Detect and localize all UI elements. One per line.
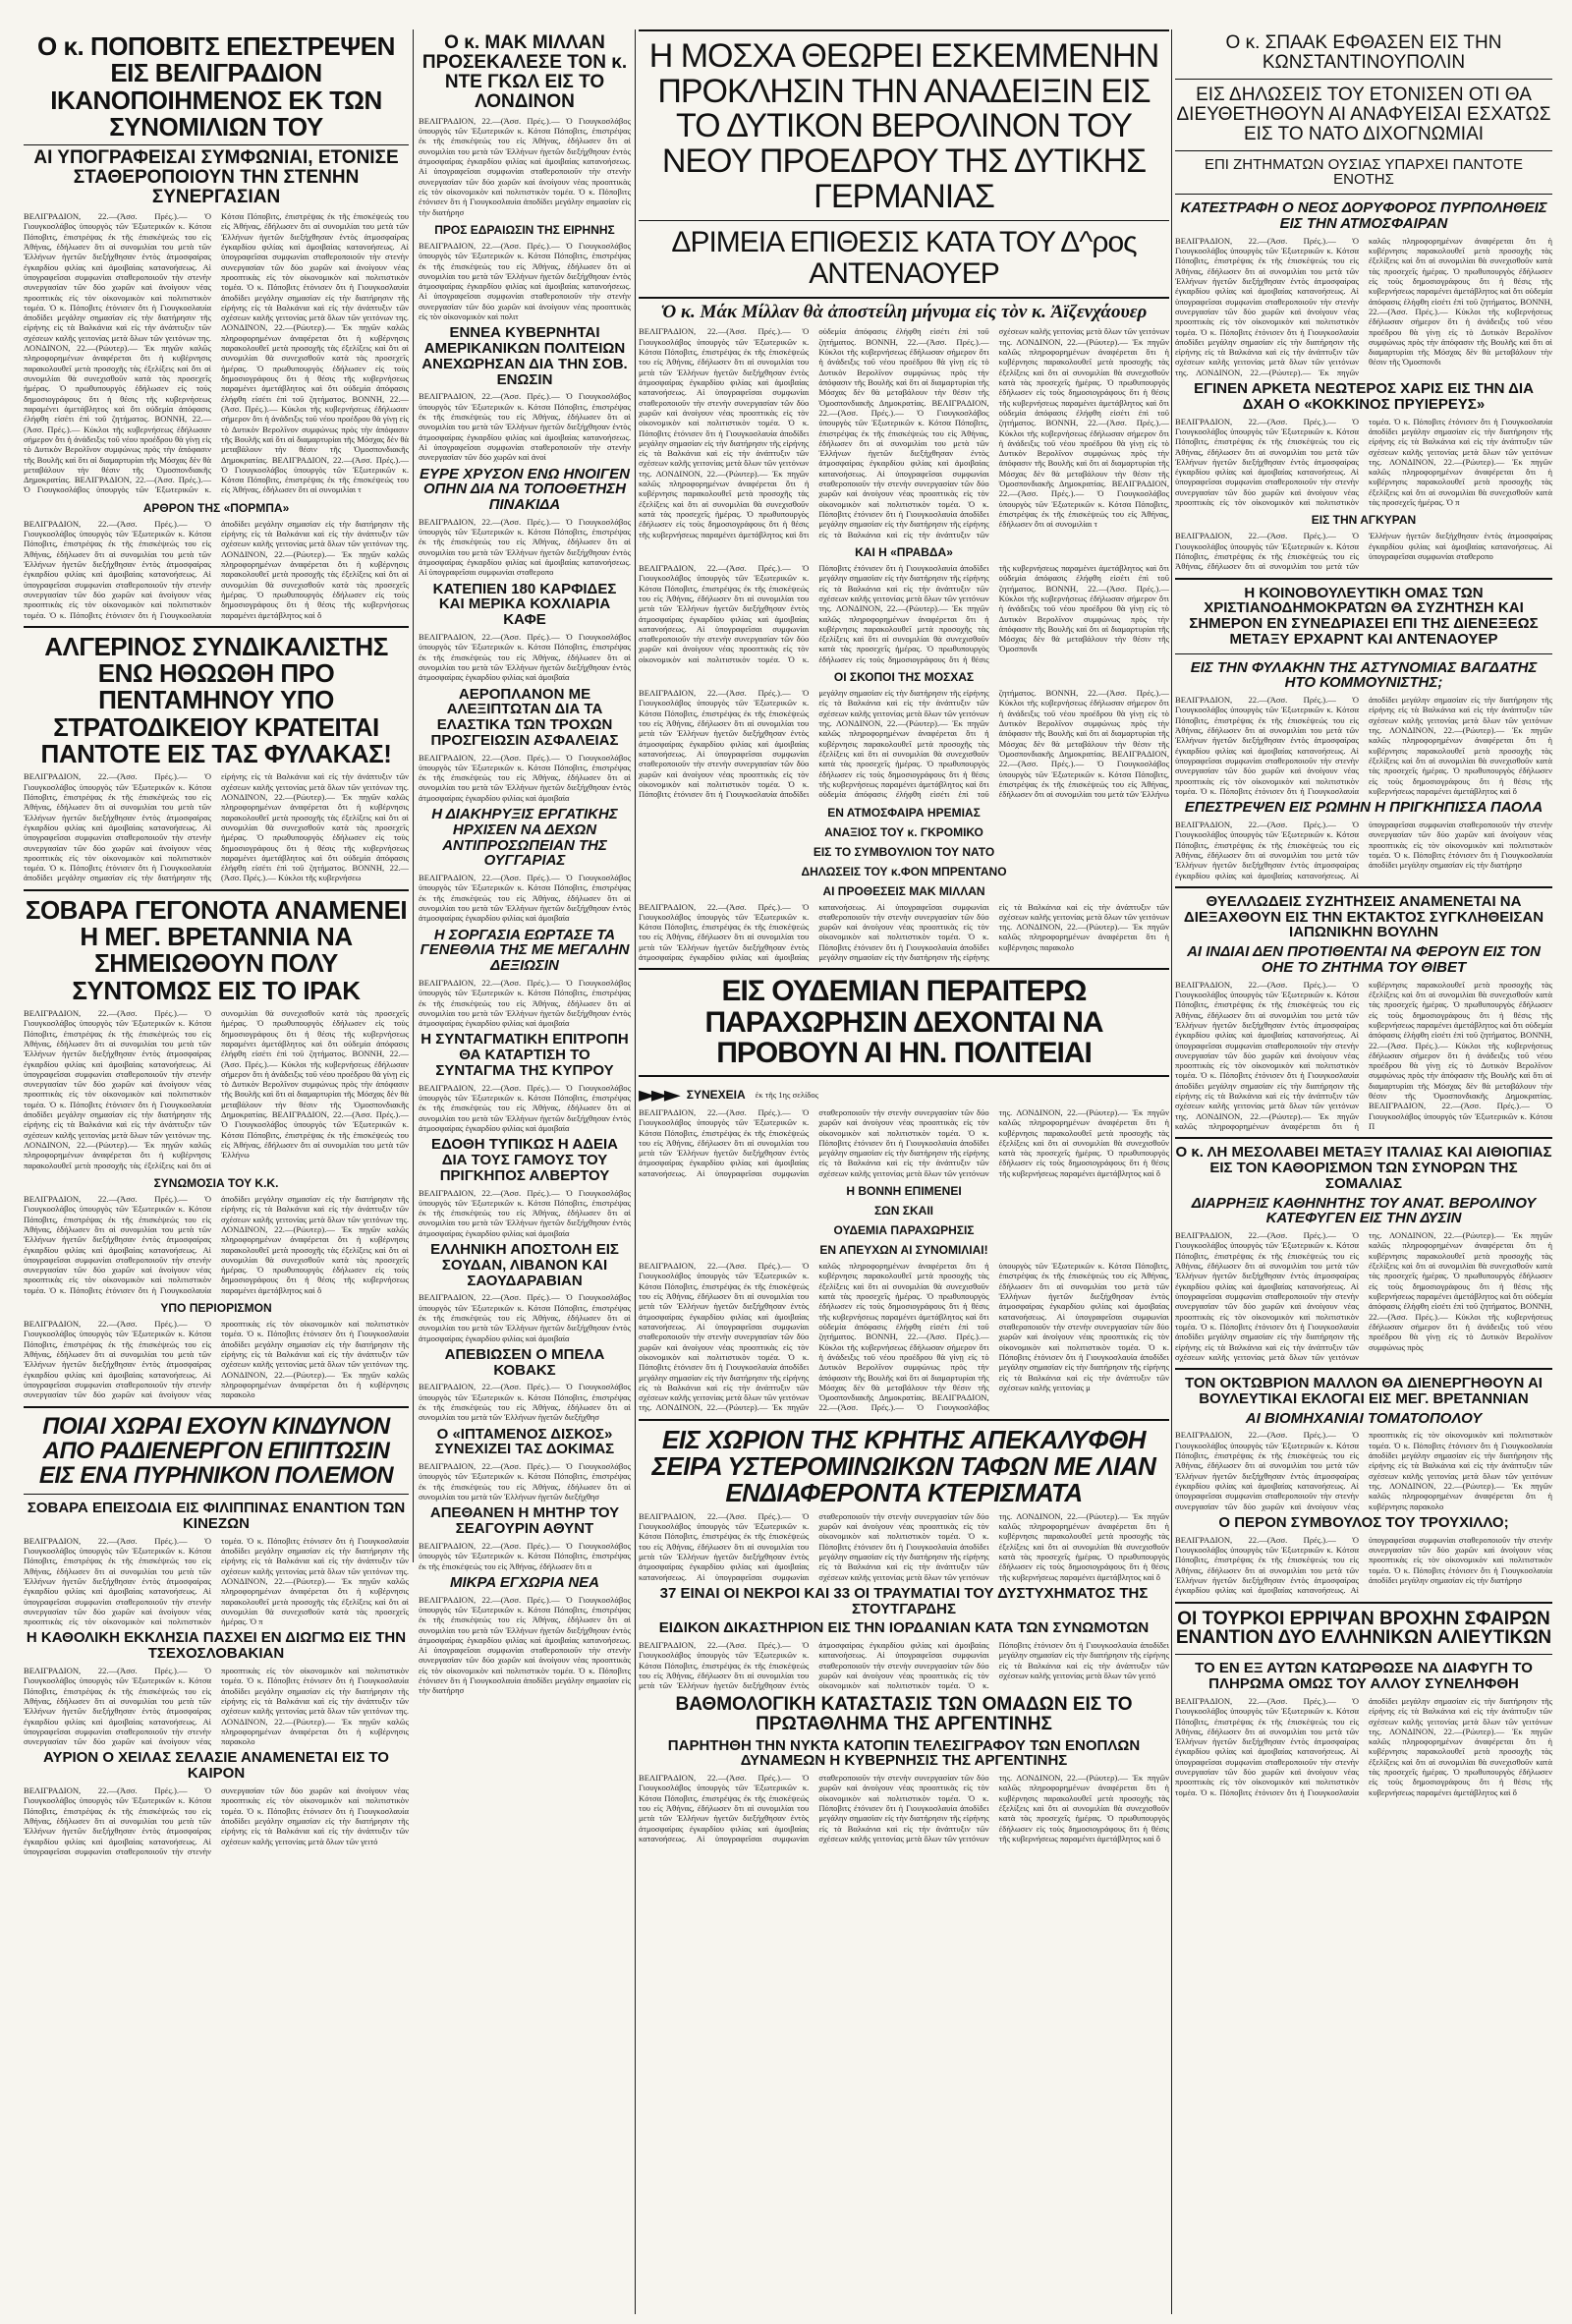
headline-us-concessions: ΕΙΣ ΟΥΔΕΜΙΑΝ ΠΕΡΑΙΤΕΡΩ ΠΑΡΑΧΩΡΗΣΙΝ ΔΕΧΟΝΤΑΙ ΝΑ ΠΡΟΒΟΥΝ ΑΙ ΗΝ. ΠΟΛΙΤΕΙΑΙ xyxy=(704,975,1103,1070)
subhead: ΕΝ ΑΠΕΥΧΩΝ ΑΙ ΣΥΝΟΜΙΛΙΑΙ! xyxy=(819,1243,988,1258)
subhead: ΠΡΟΣ ΕΔΡΑΙΩΣΙΝ ΤΗΣ ΕΙΡΗΝΗΣ xyxy=(434,222,615,237)
subhead: ΑΙ ΠΡΟΘΕΣΕΙΣ ΜΑΚ ΜΙΛΛΑΝ xyxy=(822,883,985,898)
article-text: ΒΕΛΙΓΡΑΔΙΟΝ, 22.—(Ἀσσ. Πρές.).— Ὁ Γιουγκοσλάβος ὑπουργὸς τῶν Ἐξωτερικῶν κ. Κότσα Πόποβιτς, ἐπιστρέψας ἐκ τῆς ἐπισκέψεώς του εἰς Ἀθήνας, ἐδήλωσεν ὅτι αἱ συνομιλίαι του μετὰ τῶν Ἑλλήνων ἡγετῶν διεξήχθησαν ἐντὸς ἀτμοσφαίρας ἐγκαρδίου φιλίας καὶ ἀμοιβαίας κατανοήσεως. Αἱ ὑπογραφεῖσαι συμφωνίαι σταθεροποιοῦν τὴν στενὴν συνεργασίαν τῶν δύο χωρῶν καὶ ἀνοίγουν νέας προοπτικὰς εἰς τὸν οἰκονομικὸν καὶ πολιτιστικὸν τομέα. Ὁ κ. Πόποβιτς ἐτόνισεν ὅτι ἡ Γιουγκοσλαυία ἀποδίδει μεγάλην σημασίαν εἰς τὴν διατήρησιν τῆς εἰρήνης εἰς τὰ Βαλκάνια καὶ εἰς τὴν ἀνάπτυξιν τῶν σχέσεων καλῆς γειτονίας μετὰ ὅλων τῶν γειτόνων της. ΛΟΝΔΙΝΟΝ, 22.—(Ρώυτερ).— Ἐκ πηγῶν καλῶς πληροφορημένων ἀναφέρεται ὅτι ἡ κυβέρνησις παρακολο xyxy=(24,1319,409,1400)
headline-mother: ΑΠΕΘΑΝΕΝ Η ΜΗΤΗΡ ΤΟΥ ΣΕΑΓΟΥΡΙΝ ΑΘΥΝΤ xyxy=(429,1504,620,1538)
article-text: ΒΕΛΙΓΡΑΔΙΟΝ, 22.—(Ἀσσ. Πρές.).— Ὁ Γιουγκοσλάβος ὑπουργὸς τῶν Ἐξωτερικῶν κ. Κότσα Πόποβιτς, ἐπιστρέψας ἐκ τῆς ἐπισκέψεώς του εἰς Ἀθήνας, ἐδήλωσεν ὅτι αἱ συνομιλίαι του μετὰ τῶν Ἑλλήνων ἡγετῶν διεξήχθησαν ἐντὸς ἀτμοσφαίρας ἐγκαρδίου φιλίας καὶ ἀμοιβαίας κατανοήσεως. Αἱ ὑπογραφεῖσαι συμφωνίαι σταθεροποιοῦν τὴν στενὴν συνεργασίαν τῶν δύο χωρῶν καὶ ἀνοίγουν νέας προοπτικὰς εἰς τὸν οἰκονομικὸν καὶ πολιτιστικὸν τομέα. Ὁ κ. Πόποβιτς ἐτόνισεν ὅτι ἡ Γιουγκοσλαυία ἀποδίδει μεγάλην σημασίαν εἰς τὴν διατήρησιν τῆς εἰρήνης εἰς τὰ Βαλκάνια καὶ εἰς τὴν ἀνάπτυξιν τῶν σχέσεων καλῆς γειτονίας μετὰ ὅλων τῶν γειτόνων της. ΛΟΝΔΙΝΟΝ, 22.—(Ρώυτερ).— Ἐκ πηγῶν καλῶς πληροφορημένων ἀναφέρεται ὅτι ἡ κυβέρνησις παρακολουθεῖ μετὰ προσοχῆς τὰς ἐξελίξεις καὶ ὅτι αἱ συνομιλίαι θὰ συνεχισθοῦν κατὰ τὰς προσεχεῖς ἡμέρας. Ὁ πρωθυπουργὸς ἐδήλωσεν εἰς τοὺς δημοσιογράφους ὅτι ἡ θέσις τῆς κυβερνήσεως παραμένει ἀμετάβλητος καὶ ὅτι οὐδεμία ἀπόφασις ἐλήφθη εἰσέτι ἐπὶ τοῦ ζητήματος. ΒΟΝΝΗ, 22.—(Ἀσσ. Πρές.).— Κύκλοι τῆς κυβερνήσεως ἐδήλωσαν σήμερον ὅτι ἡ ἀνάδειξις τοῦ νέου προέδρου θὰ γίνῃ εἰς τὸ Δυτικὸν Βερολῖνον συμφώνως πρὸς τὴν ἀπόφασιν τῆς Βουλῆς καὶ ὅτι αἱ διαμαρτυρίαι τῆς Μόσχας δὲν θὰ μεταβάλουν τὴν θέσιν τῆς Ὁμοσπονδιακῆς Δημοκρατίας. ΒΕΛΙΓΡΑΔΙΟΝ, 22.—(Ἀσσ. Πρές.).— Ὁ Γιουγκοσλάβος ὑπουργὸς τῶν Ἐξωτερικῶν κ. Κότσα Πόποβιτς, ἐπιστρέψας ἐκ τῆς ἐπισκέψεώς του εἰς Ἀθήνας, ἐδήλωσεν ὅτι αἱ συνομιλίαι του μετὰ τῶν Ἑλλήνων ἡγετῶν διεξήχθησαν ἐντὸς ἀτμοσφαίρας ἐγκαρδίου φιλίας καὶ ἀμοιβαίας κατανοήσεως. Αἱ ὑπογραφεῖσαι συμφωνίαι σταθεροποιοῦν τὴν στενὴν συνεργασίαν τῶν δύο χωρῶν καὶ ἀνοίγουν νέας προοπτικὰς εἰς τὸν οἰκονομικὸν καὶ πολιτιστικὸν τομέα. Ὁ κ. Πόποβιτς ἐτόνισεν ὅτι ἡ Γιουγκοσλαυία ἀποδίδει μεγάλην σημασίαν εἰς τὴν διατήρησιν τῆς εἰρήνης εἰς τὰ Βαλκάνια καὶ εἰς τὴν ἀνάπτυξιν τῶν σχέσεων καλῆς γειτονίας μετὰ ὅλων τῶν γειτόνων της. ΛΟΝΔΙΝΟΝ, 22.—(Ρώυτερ).— Ἐκ πηγῶν καλῶς πληροφορημένων ἀναφέρεται ὅτι ἡ κυβέρνησις παρακολουθεῖ μετὰ προσοχῆς τὰς ἐξελίξεις καὶ ὅτι αἱ συνομιλίαι θὰ συνεχισθοῦν κατὰ τὰς προσεχεῖς ἡμέρας. Ὁ πρωθυπουργὸς ἐδήλωσεν εἰς τοὺς δημοσιογράφους ὅτι ἡ θέσις τῆς κυβερνήσεως παραμένει ἀμετάβλητος καὶ ὅτι οὐδεμία ἀπόφασις ἐλήφθη εἰσέτι ἐπὶ τοῦ ζητήματος. ΒΟΝΝΗ, 22.—(Ἀσσ. Πρές.).— Κύκλοι τῆς κυβερνήσεως ἐδήλωσαν σήμερον ὅτι ἡ ἀνάδειξις τοῦ νέου προέδρου θὰ γίνῃ εἰς τὸ Δυτικὸν Βερολῖνον συμφώνως πρὸς τὴν ἀπόφασιν τῆς Βουλῆς καὶ ὅτι αἱ διαμαρτυρίαι τῆς Μόσχας δὲν θὰ μεταβάλουν τὴν θέσιν τῆς Ὁμοσπονδιακῆς Δημοκρατίας. ΒΕΛΙΓΡΑΔΙΟΝ, 22.—(Ἀσσ. Πρές.).— Ὁ Γιουγκοσλάβος ὑπουργὸς τῶν Ἐξωτερικῶν κ. Κότσα Πόποβιτς, ἐπιστρέψας ἐκ τῆς ἐπισκέψεώς του εἰς Ἀθήνας, ἐδήλωσεν ὅτι αἱ συνομιλίαι τ xyxy=(639,326,1169,539)
center-column xyxy=(639,29,1169,2314)
headline-red-priest: ΕΓΙΝΕΝ ΑΡΚΕΤΑ ΝΕΩΤΕΡΟΣ ΧΑΡΙΣ ΕΙΣ ΤΗΝ ΔΙΑ ΔΧΑΗ Ο «ΚΟΚΚΙΝΟΣ ΠΡΥΙΕΡΕΥΣ» xyxy=(1194,380,1534,413)
headline-crete: ΕΙΣ ΧΩΡΙΟΝ ΤΗΣ ΚΡΗΤΗΣ ΑΠΕΚΑΛΥΦΘΗ ΣΕΙΡΑ ΥΣΤΕΡΟΜΙΝΩΙΚΩΝ ΤΑΦΩΝ ΜΕ ΛΙΑΝ ΕΝΔΙΑΦΕΡΟΝΤΑ ΚΤΕΡΙΣΜΑΤΑ xyxy=(651,1424,1156,1508)
subheadline-nato: ΕΙΣ ΔΗΛΩΣΕΙΣ ΤΟΥ ΕΤΟΝΙΣΕΝ ΟΤΙ ΘΑ ΔΙΕΥΘΕΤΗΘΟΥΝ ΑΙ ΑΝΑΦΥΕΙΣΑΙ ΕΣΧΑΤΩΣ ΕΙΣ ΤΟ ΝΑΤΟ ΔΙΧΟΓΝΩΜΙΑΙ xyxy=(1176,84,1551,144)
article-text: ΒΕΛΙΓΡΑΔΙΟΝ, 22.—(Ἀσσ. Πρές.).— Ὁ Γιουγκοσλάβος ὑπουργὸς τῶν Ἐξωτερικῶν κ. Κότσα Πόποβιτς, ἐπιστρέψας ἐκ τῆς ἐπισκέψεώς του εἰς Ἀθήνας, ἐδήλωσεν ὅτι αἱ συνομιλίαι του μετὰ τῶν Ἑλλήνων ἡγετῶν διεξήχθησαν ἐντὸς ἀτμοσφαίρας ἐγκαρδίου φιλίας καὶ ἀμοιβαίας κατανοήσεως. Αἱ ὑπογραφεῖσαι συμφωνίαι σταθεροποιοῦν τὴν στενὴν συνεργασίαν τῶν δύο χωρῶν καὶ ἀνοίγουν νέας προοπτικὰς εἰς τὸν οἰκονομικὸν καὶ πολιτιστικὸν τομέα. Ὁ κ. Πόποβιτς ἐτόνισεν ὅτι ἡ Γιουγκοσλαυία ἀποδίδει μεγάλην σημασίαν εἰς τὴν διατήρησ xyxy=(419,115,631,217)
subheadline-fishermen: ΤΟ ΕΝ ΕΞ ΑΥΤΩΝ ΚΑΤΩΡΘΩΣΕ ΝΑ ΔΙΑΦΥΓΗ ΤΟ ΠΛΗΡΩΜΑ ΟΜΩΣ ΤΟΥ ΑΛΛΟΥ ΣΥΝΕΛΗΦΘΗ xyxy=(1195,1660,1533,1693)
headline-algerian: ΑΛΓΕΡΙΝΟΣ ΣΥΝΔΙΚΑΛΙΣΤΗΣ ΕΝΩ ΗΘΩΩΘΗ ΠΡΟ ΠΕΝΤΑΜΗΝΟΥ ΥΠΟ ΣΤΡΑΤΟΔΙΚΕΙΟΥ ΚΡΑΤΕΙΤΑΙ ΠΑΝΤΟΤΕ ΕΙΣ ΤΑΣ ΦΥΛΑΚΑΣ! xyxy=(40,631,392,769)
article-text: ΒΕΛΙΓΡΑΔΙΟΝ, 22.—(Ἀσσ. Πρές.).— Ὁ Γιουγκοσλάβος ὑπουργὸς τῶν Ἐξωτερικῶν κ. Κότσα Πόποβιτς, ἐπιστρέψας ἐκ τῆς ἐπισκέψεώς του εἰς Ἀθήνας, ἐδήλωσεν ὅτι αἱ συνομιλίαι του μετὰ τῶν Ἑλλήνων ἡγετῶν διεξήχθησαν ἐντὸς ἀτμοσφαίρας ἐγκαρδίου φιλίας καὶ ἀμοιβαίας κατανοήσεως. Αἱ ὑπογραφεῖσαι συμφωνίαι σταθεροποιοῦν τὴν στενὴν συνεργασίαν τῶν δύο χωρῶν καὶ ἀνοίγουν νέας προοπτικὰς εἰς τὸν οἰκονομικὸν καὶ πολιτιστικὸν τομέα. Ὁ κ. Πόποβιτς ἐτόνισεν ὅτι ἡ Γιουγκοσλαυία ἀποδίδει μεγάλην σημασίαν εἰς τὴν διατήρησιν τῆς εἰρήνης εἰς τὰ Βαλκάνια καὶ εἰς τὴν ἀνάπτυξιν τῶν σχέσεων καλῆς γειτονίας μετὰ ὅλων τῶν γειτόνων της. ΛΟΝΔΙΝΟΝ, 22.—(Ρώυτερ).— Ἐκ πηγῶν καλῶς πληροφορημένων ἀναφέρεται ὅτι ἡ κυβέρνησις παρακολουθεῖ μετὰ προσοχῆς τὰς ἐξελίξεις καὶ ὅτι αἱ συνομιλίαι θὰ συνεχισθοῦν κατὰ τὰς προσεχεῖς ἡμέρας. Ὁ πρωθυπουργὸς ἐδήλωσεν εἰς τοὺς δημοσιογράφους ὅτι ἡ θέσις τῆς κυβερνήσεως παραμένει ἀμετάβλητος καὶ ὅτι οὐδεμία ἀπόφασις ἐλήφθη εἰσέτι ἐπὶ τοῦ ζητήματος. ΒΟΝΝΗ, 22.—(Ἀσσ. Πρές.).— Κύκλοι τῆς κυβερνήσεως ἐδήλωσαν σήμερον ὅτι ἡ ἀνάδειξις τοῦ νέου προέδρου θὰ γίνῃ εἰς τὸ Δυτικὸν Βερολῖνον συμφώνως πρὸς τὴν ἀπόφασιν τῆς Βουλῆς καὶ ὅτι αἱ διαμαρτυρίαι τῆς Μόσχας δὲν θὰ μεταβάλουν τὴν θέσιν τῆς Ὁμοσπονδιακῆς Δημοκρατίας. ΒΕΛΙΓΡΑΔΙΟΝ, 22.—(Ἀσσ. Πρές.).— Ὁ Γιουγκοσλάβος ὑπουργὸς τῶν Ἐξωτερικῶν κ. Κότσα Πόποβιτς, ἐπιστρέψας ἐκ τῆς ἐπισκέψεώς του εἰς Ἀθήνας, ἐδήλωσεν ὅτι αἱ συνομιλίαι του μετὰ τῶν Ἑλλήνων ἡγετῶν διεξήχθησαν ἐντὸς ἀτμοσφαίρας ἐγκαρδίου φιλίας καὶ ἀμοιβαίας κατανοήσεως. Αἱ ὑπογραφεῖσαι συμφωνίαι σταθεροποιοῦν τὴν στενὴν συνεργασίαν τῶν δύο χωρῶν καὶ ἀνοίγουν νέας προοπτικὰς εἰς τὸν οἰκονομικὸν καὶ πολιτιστικὸν τομέα. Ὁ κ. Πόποβιτς ἐτόνισεν ὅτι ἡ Γιουγκοσλαυία ἀποδίδει μεγάλην σημασίαν εἰς τὴν διατήρησιν τῆς εἰρήνης εἰς τὰ Βαλκάνια καὶ εἰς τὴν ἀνάπτυξιν τῶν σχέσεων καλῆς γειτονίας μετὰ ὅλων τῶν γειτόνων της. ΛΟΝΔΙΝΟΝ, 22.—(Ρώυτερ).— Ἐκ πηγῶν καλῶς πληροφορημένων ἀναφέρεται ὅτι ἡ κυβέρνησις παρακολουθεῖ μετὰ προσοχῆς τὰς ἐξελίξεις καὶ ὅτι αἱ συνομιλίαι θὰ συνεχισθοῦν κατὰ τὰς προσεχεῖς ἡμέρας. Ὁ πρωθυπουργὸς ἐδήλωσεν εἰς τοὺς δημοσιογράφους ὅτι ἡ θέσις τῆς κυβερνήσεως παραμένει ἀμετάβλητος καὶ ὅτι οὐδεμία ἀπόφασις ἐλήφθη εἰσέτι ἐπὶ τοῦ ζητήματος. ΒΟΝΝΗ, 22.—(Ἀσσ. Πρές.).— Κύκλοι τῆς κυβερνήσεως ἐδήλωσαν σήμερον ὅτι ἡ ἀνάδειξις τοῦ νέου προέδρου θὰ γίνῃ εἰς τὸ Δυτικὸν Βερολῖνον συμφώνως πρὸς τὴν ἀπόφασιν τῆς Βουλῆς καὶ ὅτι αἱ διαμαρτυρίαι τῆς Μόσχας δὲν θὰ μεταβάλουν τὴν θέσιν τῆς Ὁμοσπονδιακῆς Δημοκρατίας. ΒΕΛΙΓΡΑΔΙΟΝ, 22.—(Ἀσσ. Πρές.).— Ὁ Γιουγκοσλάβος ὑπουργὸς τῶν Ἐξωτερικῶν κ. Κότσα Πόποβιτς, ἐπιστρέψας ἐκ τῆς ἐπισκέψεώς του εἰς Ἀθήνας, ἐδήλωσεν ὅτι αἱ συνομιλίαι τ xyxy=(24,211,409,495)
article-text: ΒΕΛΙΓΡΑΔΙΟΝ, 22.—(Ἀσσ. Πρές.).— Ὁ Γιουγκοσλάβος ὑπουργὸς τῶν Ἐξωτερικῶν κ. Κότσα Πόποβιτς, ἐπιστρέψας ἐκ τῆς ἐπισκέψεώς του εἰς Ἀθήνας, ἐδήλωσεν ὅτι αἱ συνομιλίαι του μετὰ τῶν Ἑλλήνων ἡγετῶν διεξήχθησαν ἐντὸς ἀτμοσφαίρας ἐγκαρδίου φιλίας καὶ ἀμοιβαίας κατανοήσεως. Αἱ ὑπογραφεῖσαι συμφωνίαι σταθεροποιοῦν τὴν στενὴν συνεργασίαν τῶν δύο χωρῶν καὶ ἀνοίγουν νέας προοπτικὰς εἰς τὸν οἰκονομικὸν καὶ πολιτιστικὸν τομέα. Ὁ κ. Πόποβιτς ἐτόνισεν ὅτι ἡ Γιουγκοσλαυία ἀποδίδει μεγάλην σημασίαν εἰς τὴν διατήρησιν τῆς εἰρήνης εἰς τὰ Βαλκάνια καὶ εἰς τὴν ἀνάπτυξιν τῶν σχέσεων καλῆς γειτονίας μετὰ ὅλων τῶν γειτόνων της. ΛΟΝΔΙΝΟΝ, 22.—(Ρώυτερ).— Ἐκ πηγῶν καλῶς πληροφορημένων ἀναφέρεται ὅτι ἡ κυβέρνησις παρακολουθεῖ μετὰ προσοχῆς τὰς ἐξελίξεις καὶ ὅτι αἱ συνομιλίαι θὰ συνεχισθοῦν κατὰ τὰς προσεχεῖς ἡμέρας. Ὁ πρωθυπουργὸς ἐδήλωσεν εἰς τοὺς δημοσιογράφους ὅτι ἡ θέσις τῆς κυβερνήσεως παραμένει ἀμετάβλητος καὶ ὅτι οὐδεμία ἀπόφασις ἐλήφθη εἰσέτι ἐπὶ τοῦ ζητήματος. ΒΟΝΝΗ, 22.—(Ἀσσ. Πρές.).— Κύκλοι τῆς κυβερνήσεως ἐδήλωσαν σήμερον ὅτι ἡ ἀνάδειξις τοῦ νέου προέδρου θὰ γίνῃ εἰς τὸ Δυτικὸν Βερολῖνον συμφώνως πρὸς τὴν ἀπόφασιν τῆς Βουλῆς καὶ ὅτι αἱ διαμαρτυρίαι τῆς Μόσχας δὲν θὰ μεταβάλουν τὴν θέσιν τῆς Ὁμοσπονδιακῆς Δημοκρατίας. ΒΕΛΙΓΡΑΔΙΟΝ, 22.—(Ἀσσ. Πρές.).— Ὁ Γιουγκοσλάβος ὑπουργὸς τῶν Ἐξωτερικῶν κ. Κότσα Π xyxy=(1175,979,1552,1131)
article-text: ΒΕΛΙΓΡΑΔΙΟΝ, 22.—(Ἀσσ. Πρές.).— Ὁ Γιουγκοσλάβος ὑπουργὸς τῶν Ἐξωτερικῶν κ. Κότσα Πόποβιτς, ἐπιστρέψας ἐκ τῆς ἐπισκέψεώς του εἰς Ἀθήνας, ἐδήλωσεν ὅτι αἱ συνομιλίαι του μετὰ τῶν Ἑλλήνων ἡγετῶν διεξήχθησαν ἐντὸς ἀτμοσφαίρας ἐγκαρδίου φιλίας καὶ ἀμοιβαίας κατανοήσεως. Αἱ ὑπογραφεῖσαι συμφωνίαι σταθεροποιοῦν τὴν στενὴν συνεργασίαν τῶν δύο χωρῶν καὶ ἀνοίγουν νέας προοπτικὰς εἰς τὸν οἰκονομικὸν καὶ πολιτιστικὸν τομέα. Ὁ κ. Πόποβιτς ἐτόνισεν ὅτι ἡ Γιουγκοσλαυία ἀποδίδει μεγάλην σημασίαν εἰς τὴν διατήρησ xyxy=(1175,820,1552,880)
subhead: ΟΙ ΣΚΟΠΟΙ ΤΗΣ ΜΟΣΧΑΣ xyxy=(833,670,975,685)
headline-tibet: ΑΙ ΙΝΔΙΑΙ ΔΕΝ ΠΡΟΤΙΘΕΝΤΑΙ ΝΑ ΦΕΡΟΥΝ ΕΙΣ ΤΟΝ ΟΗΕ ΤΟ ΖΗΤΗΜΑ ΤΟΥ ΘΙΒΕΤ xyxy=(1187,943,1541,976)
headline-czech: Η ΚΑΘΟΛΙΚΗ ΕΚΚΛΗΣΙΑ ΠΑΣΧΕΙ ΕΝ ΔΙΩΓΜΩ ΕΙΣ ΤΗΝ ΤΣΕΧΟΣΛΟΒΑΚΙΑΝ xyxy=(26,1629,407,1663)
article-text: ΒΕΛΙΓΡΑΔΙΟΝ, 22.—(Ἀσσ. Πρές.).— Ὁ Γιουγκοσλάβος ὑπουργὸς τῶν Ἐξωτερικῶν κ. Κότσα Πόποβιτς, ἐπιστρέψας ἐκ τῆς ἐπισκέψεώς του εἰς Ἀθήνας, ἐδήλωσεν ὅτι αἱ συνομιλίαι του μετὰ τῶν Ἑλλήνων ἡγετῶν διεξήχθησαν ἐντὸς ἀτμοσφαίρας ἐγκαρδίου φιλίας καὶ ἀμοιβαίας κατανοήσεως. Αἱ ὑπογραφεῖσαι συμφωνίαι σταθεροποιοῦν τὴν στενὴν συνεργασίαν τῶν δύο χωρῶν καὶ ἀνοίγουν νέας προοπτικὰς εἰς τὸν οἰκονομικὸν καὶ πολιτιστικὸν τομέα. Ὁ κ. Πόποβιτς ἐτόνισεν ὅτι ἡ Γιουγκοσλαυία ἀποδίδει μεγάλην σημασίαν εἰς τὴν διατήρησιν τῆς εἰρήνης εἰς τὰ Βαλκάνια καὶ εἰς τὴν ἀνάπτυξιν τῶν σχέσεων καλῆς γειτονίας μετὰ ὅλων τῶν γειτόνων της. ΛΟΝΔΙΝΟΝ, 22.—(Ρώυτερ).— Ἐκ πηγῶν καλῶς πληροφορημένων ἀναφέρεται ὅτι ἡ κυβέρνησις παρακολουθεῖ μετὰ προσοχῆς τὰς ἐξελίξεις καὶ ὅτι αἱ συνομιλίαι θὰ συνεχισθοῦν κατὰ τὰς προσεχεῖς ἡμέρας. Ὁ πρωθυπουργὸς ἐδήλωσεν εἰς τοὺς δημοσιογράφους ὅτι ἡ θέσις τῆς κυβερνήσεως παραμένει ἀμετάβλητος καὶ ὅ xyxy=(639,1510,1169,1582)
article-text: ΒΕΛΙΓΡΑΔΙΟΝ, 22.—(Ἀσσ. Πρές.).— Ὁ Γιουγκοσλάβος ὑπουργὸς τῶν Ἐξωτερικῶν κ. Κότσα Πόποβιτς, ἐπιστρέψας ἐκ τῆς ἐπισκέψεώς του εἰς Ἀθήνας, ἐδήλωσεν ὅτι αἱ συνομιλίαι του μετὰ τῶν Ἑλλήνων ἡγετῶν διεξήχθησαν ἐντὸς ἀτμοσφαίρας ἐγκαρδίου φιλίας καὶ ἀμοιβαίας κατανοήσεως. Αἱ ὑπογραφεῖσαι συμφωνίαι σταθεροποιοῦν τὴν στενὴν συνεργασίαν τῶν δύο χωρῶν καὶ ἀνοίγουν νέας προοπτικὰς εἰς τὸν οἰκονομικὸν καὶ πολιτιστικὸν τομέα. Ὁ κ. Πόποβιτς ἐτόνισεν ὅτι ἡ Γιουγκοσλαυία ἀποδίδει μεγάλην σημασίαν εἰς τὴν διατήρησιν τῆς εἰρήνης εἰς τὰ Βαλκάνια καὶ εἰς τὴν ἀνάπτυξιν τῶν σχέσεων καλῆς γειτονίας μετὰ ὅλων τῶν γειτόνων της. ΛΟΝΔΙΝΟΝ, 22.—(Ρώυτερ).— Ἐκ πηγῶν καλῶς πληροφορημένων ἀναφέρεται ὅτι ἡ κυβέρνησις παρακολουθεῖ μετὰ προσοχῆς τὰς ἐξελίξεις καὶ ὅτι αἱ συνομιλίαι θὰ συνεχισθοῦν κατὰ τὰς προσεχεῖς ἡμέρας. Ὁ π xyxy=(24,1535,409,1627)
headline-spaak: Ο κ. ΣΠΑΑΚ ΕΦΘΑΣΕΝ ΕΙΣ ΤΗΝ ΚΩΝΣΤΑΝΤΙΝΟΥΠΟΛΙΝ xyxy=(1225,32,1502,73)
headline-turks: ΟΙ ΤΟΥΡΚΟΙ ΕΡΡΙΨΑΝ ΒΡΟΧΗΝ ΣΦΑΙΡΩΝ ΕΝΑΝΤΙΟΝ ΔΥΟ ΕΛΛΗΝΙΚΩΝ ΑΛΙΕΥΤΙΚΩΝ xyxy=(1175,1608,1552,1649)
article-text: ΒΕΛΙΓΡΑΔΙΟΝ, 22.—(Ἀσσ. Πρές.).— Ὁ Γιουγκοσλάβος ὑπουργὸς τῶν Ἐξωτερικῶν κ. Κότσα Πόποβιτς, ἐπιστρέψας ἐκ τῆς ἐπισκέψεώς του εἰς Ἀθήνας, ἐδήλωσεν ὅτι αἱ συνομιλίαι του μετὰ τῶν Ἑλλήνων ἡγετῶν διεξήχθησαν ἐντὸς ἀτμοσφαίρας ἐγκαρδίου φιλίας καὶ ἀμοιβαία xyxy=(419,977,631,1029)
subhead: Η ΒΟΝΝΗ ΕΠΙΜΕΝΕΙ xyxy=(846,1184,962,1199)
article-text: ΒΕΛΙΓΡΑΔΙΟΝ, 22.—(Ἀσσ. Πρές.).— Ὁ Γιουγκοσλάβος ὑπουργὸς τῶν Ἐξωτερικῶν κ. Κότσα Πόποβιτς, ἐπιστρέψας ἐκ τῆς ἐπισκέψεώς του εἰς Ἀθήνας, ἐδήλωσεν ὅτι αἱ συνομιλίαι του μετὰ τῶν Ἑλλήνων ἡγετῶν διεξήχθησαν ἐντὸς ἀτμοσφαίρας ἐγκαρδίου φιλίας καὶ ἀμοιβαίας κατανοήσεως. Αἱ ὑπογραφεῖσαι συμφωνίαι σταθεροποιοῦν τὴν στενὴν συνεργασίαν τῶν δύο χωρῶν καὶ ἀνοίγουν νέας προοπτικὰς εἰς τὸν οἰκονομικὸν καὶ πολιτιστικὸν τομέα. Ὁ κ. Πόποβιτς ἐτόνισεν ὅτι ἡ Γιουγκοσλαυία ἀποδίδει μεγάλην σημασίαν εἰς τὴν διατήρησιν τῆς εἰρήνης εἰς τὰ Βαλκάνια καὶ εἰς τὴν ἀνάπτυξιν τῶν σχέσεων καλῆς γειτονίας μετὰ ὅλων τῶν γειτόνων της. ΛΟΝΔΙΝΟΝ, 22.—(Ρώυτερ).— Ἐκ πηγῶν καλῶς πληροφορημένων ἀναφέρεται ὅτι ἡ κυβέρνησις παρακολουθεῖ μετὰ προσοχῆς τὰς ἐξελίξεις καὶ ὅτι αἱ συνομιλίαι θὰ συνεχισθοῦν κατὰ τὰς προσεχεῖς ἡμέρας. Ὁ πρωθυπουργὸς ἐδήλωσεν εἰς τοὺς δημοσιογράφους ὅτι ἡ θέσις τῆς κυβερνήσεως παραμένει ἀμετάβλητος καὶ ὅτι οὐδεμία ἀπόφασις ἐλήφθη εἰσέτι ἐπὶ τοῦ ζητήματος. ΒΟΝΝΗ, 22.—(Ἀσσ. Πρές.).— Κύκλοι τῆς κυβερνήσεως ἐδήλωσαν σήμερον ὅτι ἡ ἀνάδειξις τοῦ νέου προέδρου θὰ γίνῃ εἰς τὸ Δυτικὸν Βερολῖνον συμφώνως πρὸς τὴν ἀπόφασιν τῆς Βουλῆς καὶ ὅτι αἱ διαμαρτυρίαι τῆς Μόσχας δὲν θὰ μεταβάλουν τὴν θέσιν τῆς Ὁμοσπονδιακῆς Δημοκρατίας. ΒΕΛΙΓΡΑΔΙΟΝ, 22.—(Ἀσσ. Πρές.).— Ὁ Γιουγκοσλάβος ὑπουργὸς τῶν Ἐξωτερικῶν κ. Κότσα Πόποβιτς, ἐπιστρέψας ἐκ τῆς ἐπισκέψεώς του εἰς Ἀθήνας, ἐδήλωσεν ὅτι αἱ συνομιλίαι του μετὰ τῶν Ἑλλήνω xyxy=(639,688,1169,800)
headline-popovic: Ο κ. ΠΟΠΟΒΙΤΣ ΕΠΕΣΤΡΕΨΕΝ ΕΙΣ ΒΕΛΙΓΡΑΔΙΟΝ ΙΚΑΝΟΠΟΙΗΜΕΝΟΣ ΕΚ ΤΩΝ ΣΥΝΟΜΙΛΙΩΝ ΤΟΥ xyxy=(37,31,395,142)
article-text: ΒΕΛΙΓΡΑΔΙΟΝ, 22.—(Ἀσσ. Πρές.).— Ὁ Γιουγκοσλάβος ὑπουργὸς τῶν Ἐξωτερικῶν κ. Κότσα Πόποβιτς, ἐπιστρέψας ἐκ τῆς ἐπισκέψεώς του εἰς Ἀθήνας, ἐδήλωσεν ὅτι αἱ συνομιλίαι του μετὰ τῶν Ἑλλήνων ἡγετῶν διεξήχθησαν ἐντὸς ἀτμοσφαίρας ἐγκαρδίου φιλίας καὶ ἀμοιβαίας κατανοήσεως. Αἱ ὑπογραφεῖσαι συμφωνίαι σταθεροποιοῦν τὴν στενὴν συνεργασίαν τῶν δύο χωρῶν καὶ ἀνοίγουν νέας προοπτικὰς εἰς τὸν οἰκονομικὸν καὶ πολιτιστικὸν τομέα. Ὁ κ. Πόποβιτς ἐτόνισεν ὅτι ἡ Γιουγκοσλαυία ἀποδίδει μεγάλην σημασίαν εἰς τὴν διατήρησιν τῆς εἰρήνης εἰς τὰ Βαλκάνια καὶ εἰς τὴν ἀνάπτυξιν τῶν σχέσεων καλῆς γειτονίας μετὰ ὅλων τῶν γειτόνων της. ΛΟΝΔΙΝΟΝ, 22.—(Ρώυτερ).— Ἐκ πηγῶν καλῶς πληροφορημένων ἀναφέρεται ὅτι ἡ κυβέρνησις παρακολο xyxy=(1175,1430,1552,1511)
headline-governors: ΕΝΝΕΑ ΚΥΒΕΡΝΗΤΑΙ ΑΜΕΡΙΚΑΝΙΚΩΝ ΠΟΛΙΤΕΙΩΝ ΑΝΕΧΩΡΗΣΑΝ ΔΙΑ ΤΗΝ ΣΟΒ. ΕΝΩΣΙΝ xyxy=(421,324,628,388)
headline-nuclear: ΠΟΙΑΙ ΧΩΡΑΙ ΕΧΟΥΝ ΚΙΝΔΥΝΟΝ ΑΠΟ ΡΑΔΙΕΝΕΡΓΟΝ ΕΠΙΠΤΩΣΙΝ ΕΙΣ ΕΝΑ ΠΥΡΗΝΙΚΟΝ ΠΟΛΕΜΟΝ xyxy=(38,1412,394,1489)
headline-moscow: Η ΜΟΣΧΑ ΘΕΩΡΕΙ ΕΣΚΕΜΜΕΝΗΝ ΠΡΟΚΛΗΣΙΝ ΤΗΝ ΑΝΑΔΕΙΞΙΝ ΕΙΣ ΤΟ ΔΥΤΙΚΟΝ ΒΕΡΟΛΙΝΟΝ ΤΟΥ ΝΕΟΥ ΠΡΟΕΔΡΟΥ ΤΗΣ ΔΥΤΙΚΗΣ ΓΕΡΜΑΝΙΑΣ xyxy=(648,37,1159,215)
headline-paola: ΕΠΕΣΤΡΕΨΕΝ ΕΙΣ ΡΩΜΗΝ Η ΠΡΙΓΚΗΠΙΣΣΑ ΠΑΟΛΑ xyxy=(1184,799,1544,817)
headline-peron: Ο ΠΕΡΟΝ ΣΥΜΒΟΥΛΟΣ ΤΟΥ ΤΡΟΥΧΙΛΛΟ; xyxy=(1218,1513,1509,1531)
article-text: ΒΕΛΙΓΡΑΔΙΟΝ, 22.—(Ἀσσ. Πρές.).— Ὁ Γιουγκοσλάβος ὑπουργὸς τῶν Ἐξωτερικῶν κ. Κότσα Πόποβιτς, ἐπιστρέψας ἐκ τῆς ἐπισκέψεώς του εἰς Ἀθήνας, ἐδήλωσεν ὅτι αἱ συνομιλίαι του μετὰ τῶν Ἑλλήνων ἡγετῶν διεξήχθησαν ἐντὸς ἀτμοσφαίρας ἐγκαρδίου φιλίας καὶ ἀμοιβαίας κατανοήσεως. Αἱ ὑπογραφεῖσαι συμφωνίαι σταθεροποιοῦν τὴν στενὴν συνεργασίαν τῶν δύο χωρῶν καὶ ἀνοίγουν νέας προοπτικὰς εἰς τὸν οἰκονομικὸν καὶ πολιτιστικὸν τομέα. Ὁ κ. Πόποβιτς ἐτόνισεν ὅτι ἡ Γιουγκοσλαυία ἀποδίδει μεγάλην σημασίαν εἰς τὴν διατήρησιν τῆς εἰρήνης εἰς τὰ Βαλκάνια καὶ εἰς τὴν ἀνάπτυξιν τῶν σχέσεων καλῆς γειτονίας μετὰ ὅλων τῶν γειτό xyxy=(24,1785,409,1856)
headline-selassie: ΑΥΡΙΟΝ Ο ΧΕΙΛΑΣ ΣΕΛΑΣΙΕ ΑΝΑΜΕΝΕΤΑΙ ΕΙΣ ΤΟ ΚΑΙΡΟΝ xyxy=(43,1749,389,1783)
subheadline-unity: ΕΠΙ ΖΗΤΗΜΑΤΩΝ ΟΥΣΙΑΣ ΥΠΑΡΧΕΙ ΠΑΝΤΟΤΕ ΕΝΟΤΗΣ xyxy=(1204,155,1524,189)
headline-satellite: ΚΑΤΕΣΤΡΑΦΗ Ο ΝΕΟΣ ΔΟΡΥΦΟΡΟΣ ΠΥΡΠΟΛΗΘΕΙΣ ΕΙΣ ΤΗΝ ΑΤΜΟΣΦΑΙΡΑΝ xyxy=(1180,199,1547,232)
headline-birthday: Η ΣΟΡΓΑΣΙΑ ΕΩΡΤΑΣΕ ΤΑ ΓΕΝΕΘΛΙΑ ΤΗΣ ΜΕ ΜΕΓΑΛΗΝ ΔΕΞΙΩΣΙΝ xyxy=(420,926,630,975)
headline-macmillan-message: Ὁ κ. Μάκ Μίλλαν θὰ ἀποστείλη μήνυμα εἰς τὸν κ. Ἀϊζενχάουερ xyxy=(660,302,1148,323)
headline-baghdad: ΕΙΣ ΤΗΝ ΦΥΛΑΚΗΝ ΤΗΣ ΑΣΤΥΝΟΜΙΑΣ ΒΑΓΔΑΤΗΣ ΗΤΟ ΚΟΜΜΟΥΝΙΣΤΗΣ; xyxy=(1190,658,1538,692)
article-text: ΒΕΛΙΓΡΑΔΙΟΝ, 22.—(Ἀσσ. Πρές.).— Ὁ Γιουγκοσλάβος ὑπουργὸς τῶν Ἐξωτερικῶν κ. Κότσα Πόποβιτς, ἐπιστρέψας ἐκ τῆς ἐπισκέψεώς του εἰς Ἀθήνας, ἐδήλωσεν ὅτι αἱ συνομιλίαι του μετὰ τῶν Ἑλλήνων ἡγετῶν διεξήχθησαν ἐντὸς ἀτμοσφαίρας ἐγκαρδίου φιλίας καὶ ἀμοιβαίας κατανοήσεως. Αἱ ὑπογραφεῖσαι συμφωνίαι σταθεροποιοῦν τὴν στενὴν συνεργασίαν τῶν δύο χωρῶν καὶ ἀνοίγουν νέας προοπτικὰς εἰς τὸν οἰκονομικὸν καὶ πολιτιστικὸν τομέα. Ὁ κ. Πόποβιτς ἐτόνισεν ὅτι ἡ Γιουγκοσλαυία ἀποδίδει μεγάλην σημασίαν εἰς τὴν διατήρησιν τῆς εἰρήνης εἰς τὰ Βαλκάνια καὶ εἰς τὴν ἀνάπτυξιν τῶν σχέσεων καλῆς γειτονίας μετὰ ὅλων τῶν γειτόνων της. ΛΟΝΔΙΝΟΝ, 22.—(Ρώυτερ).— Ἐκ πηγῶν καλῶς πληροφορημένων ἀναφέρεται ὅτι ἡ κυβέρνησις παρακολουθεῖ μετὰ προσοχῆς τὰς ἐξελίξεις καὶ ὅτι αἱ συνομιλίαι θὰ συνεχισθοῦν κατὰ τὰς προσεχεῖς ἡμέρας. Ὁ πρωθυπουργὸς ἐδήλωσεν εἰς τοὺς δημοσιογράφους ὅτι ἡ θέσις τῆς κυβερνήσεως παραμένει ἀμετάβλητος καὶ ὅ xyxy=(1175,1695,1552,1797)
headline-christian-democrats: Η ΚΟΙΝΟΒΟΥΛΕΥΤΙΚΗ ΟΜΑΣ ΤΩΝ ΧΡΙΣΤΙΑΝΟΔΗΜΟΚΡΑΤΩΝ ΘΑ ΣΥΖΗΤΗΣΗ ΚΑΙ ΣΗΜΕΡΟΝ ΕΝ ΣΥΝΕΔΡΙΑΣΕΙ ΕΠΙ ΤΗΣ ΔΙΕΝΕΞΕΩΣ ΜΕΤΑΞΥ ΕΡΧΑΡΝΤ ΚΑΙ ΑΝΤΕΝΑΟΥΕΡ xyxy=(1189,584,1539,648)
continuation-note: ἐκ τῆς 1ης σελίδος xyxy=(755,1090,819,1101)
article-text: ΒΕΛΙΓΡΑΔΙΟΝ, 22.—(Ἀσσ. Πρές.).— Ὁ Γιουγκοσλάβος ὑπουργὸς τῶν Ἐξωτερικῶν κ. Κότσα Πόποβιτς, ἐπιστρέψας ἐκ τῆς ἐπισκέψεώς του εἰς Ἀθήνας, ἐδήλωσεν ὅτι αἱ συνομιλίαι του μετὰ τῶν Ἑλλήνων ἡγετῶν διεξήχθησαν ἐντὸς ἀτμοσφαίρας ἐγκαρδίου φιλίας καὶ ἀμοιβαίας κατανοήσεως. Αἱ ὑπογραφεῖσαι συμφωνίαι σταθεροποιοῦν τὴν στενὴν συνεργασίαν τῶν δύο χωρῶν καὶ ἀνοίγουν νέας προοπτικὰς εἰς τὸν οἰκονομικὸν καὶ πολιτιστικὸν τομέα. Ὁ κ. Πόποβιτς ἐτόνισεν ὅτι ἡ Γιουγκοσλαυία ἀποδίδει μεγάλην σημασίαν εἰς τὴν διατήρησιν τῆς εἰρήνης εἰς τὰ Βαλκάνια καὶ εἰς τὴν ἀνάπτυξιν τῶν σχέσεων καλῆς γειτονίας μετὰ ὅλων τῶν γειτόνων της. ΛΟΝΔΙΝΟΝ, 22.—(Ρώυτερ).— Ἐκ πηγῶν καλῶς πληροφορημένων ἀναφέρεται ὅτι ἡ κυβέρνησις παρακολουθεῖ μετὰ προσοχῆς τὰς ἐξελίξεις καὶ ὅτι αἱ συνομιλίαι θὰ συνεχισθοῦν κατὰ τὰς προσεχεῖς ἡμέρας. Ὁ πρωθυπουργὸς ἐδήλωσεν εἰς τοὺς δημοσιογράφους ὅτι ἡ θέσις τῆς κυβερνήσεως παραμένει ἀμετάβλητος καὶ ὅ xyxy=(639,1106,1169,1178)
article-text: ΒΕΛΙΓΡΑΔΙΟΝ, 22.—(Ἀσσ. Πρές.).— Ὁ Γιουγκοσλάβος ὑπουργὸς τῶν Ἐξωτερικῶν κ. Κότσα Πόποβιτς, ἐπιστρέψας ἐκ τῆς ἐπισκέψεώς του εἰς Ἀθήνας, ἐδήλωσεν ὅτι αἱ συνομιλίαι του μετὰ τῶν Ἑλλήνων ἡγετῶν διεξήχθησαν ἐντὸς ἀτμοσφαίρας ἐγκαρδίου φιλίας καὶ ἀμοιβαία xyxy=(419,631,631,683)
headline-iraq: ΣΟΒΑΡΑ ΓΕΓΟΝΟΤΑ ΑΝΑΜΕΝΕΙ Η ΜΕΓ. ΒΡΕΤΑΝΝΙΑ ΝΑ ΣΗΜΕΙΩΘΟΥΝ ΠΟΛΥ ΣΥΝΤΟΜΩΣ ΕΙΣ ΤΟ ΙΡΑΚ xyxy=(25,894,408,1005)
subhead: ΑΡΘΡΟΝ ΤΗΣ «ΠΟΡΜΠΑ» xyxy=(142,500,290,515)
left-column-b xyxy=(419,29,631,2314)
article-text: ΒΕΛΙΓΡΑΔΙΟΝ, 22.—(Ἀσσ. Πρές.).— Ὁ Γιουγκοσλάβος ὑπουργὸς τῶν Ἐξωτερικῶν κ. Κότσα Πόποβιτς, ἐπιστρέψας ἐκ τῆς ἐπισκέψεώς του εἰς Ἀθήνας, ἐδήλωσεν ὅτι αἱ συνομιλίαι του μετὰ τῶν Ἑλλήνων ἡγετῶν διεξήχθησαν ἐντὸς ἀτμοσφαίρας ἐγκαρδίου φιλίας καὶ ἀμοιβαία xyxy=(419,1082,631,1133)
article-text: ΒΕΛΙΓΡΑΔΙΟΝ, 22.—(Ἀσσ. Πρές.).— Ὁ Γιουγκοσλάβος ὑπουργὸς τῶν Ἐξωτερικῶν κ. Κότσα Πόποβιτς, ἐπιστρέψας ἐκ τῆς ἐπισκέψεώς του εἰς Ἀθήνας, ἐδήλωσεν ὅτι αἱ συνομιλίαι του μετὰ τῶν Ἑλλήνων ἡγετῶν διεξήχθησαν ἐντὸς ἀτμοσφαίρας ἐγκαρδίου φιλίας καὶ ἀμοιβαίας κατανοήσεως. Αἱ ὑπογραφεῖσαι συμφωνίαι σταθεροποιοῦν τὴν στενὴν συνεργασίαν τῶν δύο χωρῶν καὶ ἀνοίγουν νέας προοπτικὰς εἰς τὸν οἰκονομικὸν καὶ πολιτιστικὸν τομέα. Ὁ κ. Πόποβιτς ἐτόνισεν ὅτι ἡ Γιουγκοσλαυία ἀποδίδει μεγάλην σημασίαν εἰς τὴν διατήρησιν τῆς εἰρήνης εἰς τὰ Βαλκάνια καὶ εἰς τὴν ἀνάπτυξιν τῶν σχέσεων καλῆς γειτονίας μετὰ ὅλων τῶν γειτόνων της. ΛΟΝΔΙΝΟΝ, 22.—(Ρώυτερ).— Ἐκ πηγῶν καλῶς πληροφορημένων ἀναφέρεται ὅτι ἡ κυβέρνησις παρακολουθεῖ μετὰ προσοχῆς τὰς ἐξελίξεις καὶ ὅτι αἱ συνομιλίαι θὰ συνεχισθοῦν κατὰ τὰς προσεχεῖς ἡμέρας. Ὁ πρωθυπουργὸς ἐδήλωσεν εἰς τοὺς δημοσιογράφους ὅτι ἡ θέσις τῆς κυβερνήσεως παραμένει ἀμετάβλητος καὶ ὅ xyxy=(24,1193,409,1295)
subhead: ΕΙΣ ΤΟ ΣΥΜΒΟΥΛΙΟΝ ΤΟΥ ΝΑΤΟ xyxy=(813,844,995,859)
headline-berlin-defector: ΔΙΑΡΡΗΞΙΣ ΚΑΘΗΝΗΤΗΣ ΤΟΥ ΑΝΑΤ. ΒΕΡΟΛΙΝΟΥ ΚΑΤΕΦΥΓΕΝ ΕΙΣ ΤΗΝ ΔΥΣΙΝ xyxy=(1191,1194,1537,1227)
headline-japan: ΘΥΕΛΛΩΔΕΙΣ ΣΥΖΗΤΗΣΕΙΣ ΑΝΑΜΕΝΕΤΑΙ ΝΑ ΔΙΕΞΑΧΘΟΥΝ ΕΙΣ ΤΗΝ ΕΚΤΑΚΤΟΣ ΣΥΓΚΛΗΘΕΙΣΑΝ ΙΑΠΩΝΙΚΗΝ ΒΟΥΛΗΝ xyxy=(1183,892,1544,941)
article-text: ΒΕΛΙΓΡΑΔΙΟΝ, 22.—(Ἀσσ. Πρές.).— Ὁ Γιουγκοσλάβος ὑπουργὸς τῶν Ἐξωτερικῶν κ. Κότσα Πόποβιτς, ἐπιστρέψας ἐκ τῆς ἐπισκέψεώς του εἰς Ἀθήνας, ἐδήλωσεν ὅτι αἱ συνομιλίαι του μετὰ τῶν Ἑλλήνων ἡγετῶν διεξήχθησαν ἐντὸς ἀτμοσφαίρας ἐγκαρδίου φιλίας καὶ ἀμοιβαία xyxy=(419,1292,631,1343)
article-text: ΒΕΛΙΓΡΑΔΙΟΝ, 22.—(Ἀσσ. Πρές.).— Ὁ Γιουγκοσλάβος ὑπουργὸς τῶν Ἐξωτερικῶν κ. Κότσα Πόποβιτς, ἐπιστρέψας ἐκ τῆς ἐπισκέψεώς του εἰς Ἀθήνας, ἐδήλωσεν ὅτι αἱ συνομιλίαι του μετὰ τῶν Ἑλλήνων ἡγετῶν διεξήχθησαν ἐντὸς ἀτμοσφαίρας ἐγκαρδίου φιλίας καὶ ἀμοιβαία xyxy=(419,752,631,803)
article-text: ΒΕΛΙΓΡΑΔΙΟΝ, 22.—(Ἀσσ. Πρές.).— Ὁ Γιουγκοσλάβος ὑπουργὸς τῶν Ἐξωτερικῶν κ. Κότσα Πόποβιτς, ἐπιστρέψας ἐκ τῆς ἐπισκέψεώς του εἰς Ἀθήνας, ἐδήλωσεν ὅτι αἱ συνομιλίαι του μετὰ τῶν Ἑλλήνων ἡγετῶν διεξήχθησαν ἐντὸς ἀτμοσφαίρας ἐγκαρδίου φιλίας καὶ ἀμοιβαίας κατανοήσεως. Αἱ ὑπογραφεῖσαι συμφωνίαι σταθεροποιοῦν τὴν στενὴν συνεργασίαν τῶν δύο χωρῶν καὶ ἀνοίγουν νέας προοπτικὰς εἰς τὸν οἰκονομικὸν καὶ πολιτιστικὸν τομέα. Ὁ κ. Πόποβιτς ἐτόνισεν ὅτι ἡ Γιουγκοσλαυία ἀποδίδει μεγάλην σημασίαν εἰς τὴν διατήρησ xyxy=(419,1594,631,1696)
headline-tomato: ΑΙ ΒΙΟΜΗΧΑΝΙΑΙ ΤΟΜΑΤΟΠΟΛΟΥ xyxy=(1245,1409,1483,1427)
subhead: ΚΑΙ Η «ΠΡΑΒΔΑ» xyxy=(855,544,953,559)
arrow-icon: ►►► xyxy=(639,1082,677,1107)
article-text: ΒΕΛΙΓΡΑΔΙΟΝ, 22.—(Ἀσσ. Πρές.).— Ὁ Γιουγκοσλάβος ὑπουργὸς τῶν Ἐξωτερικῶν κ. Κότσα Πόποβιτς, ἐπιστρέψας ἐκ τῆς ἐπισκέψεώς του εἰς Ἀθήνας, ἐδήλωσεν ὅτι αἱ συνομιλίαι του μετὰ τῶν Ἑλλήνων ἡγετῶν διεξήχθησαν ἐντὸς ἀτμοσφαίρας ἐγκαρδίου φιλίας καὶ ἀμοιβαίας κατανοήσεως. Αἱ ὑπογραφεῖσαι συμφωνίαι σταθεροποιοῦν τὴν στενὴν συνεργασίαν τῶν δύο χωρῶν καὶ ἀνοίγουν νέας προοπτικὰς εἰς τὸν οἰκονομικὸν καὶ πολιτιστικὸν τομέα. Ὁ κ. Πόποβιτς ἐτόνισεν ὅτι ἡ Γιουγκοσλαυία ἀποδίδει μεγάλην σημασίαν εἰς τὴν διατήρησιν τῆς εἰρήνης εἰς τὰ Βαλκάνια καὶ εἰς τὴν ἀνάπτυξιν τῶν σχέσεων καλῆς γειτονίας μετὰ ὅλων τῶν γειτόνων της. ΛΟΝΔΙΝΟΝ, 22.—(Ρώυτερ).— Ἐκ πηγῶν καλῶς πληροφορημένων ἀναφέρεται ὅτι ἡ κυβέρνησις παρακολουθεῖ μετὰ προσοχῆς τὰς ἐξελίξεις καὶ ὅτι αἱ συνομιλίαι θὰ συνεχισθοῦν κατὰ τὰς προσεχεῖς ἡμέρας. Ὁ πρωθυπουργὸς ἐδήλωσεν εἰς τοὺς δημοσιογράφους ὅτι ἡ θέσις τῆς κυβερνήσεως παραμένει ἀμετάβλητος καὶ ὅτι οὐδεμία ἀπόφασις ἐλήφθη εἰσέτι ἐπὶ τοῦ ζητήματος. ΒΟΝΝΗ, 22.—(Ἀσσ. Πρές.).— Κύκλοι τῆς κυβερνήσεως ἐδήλωσαν σήμερον ὅτι ἡ ἀνάδειξις τοῦ νέου προέδρου θὰ γίνῃ εἰς τὸ Δυτικὸν Βερολῖνον συμφώνως πρὸς τὴν ἀπόφασιν τῆς Βουλῆς καὶ ὅτι αἱ διαμαρτυρίαι τῆς Μόσχας δὲν θὰ μεταβάλουν τὴν θέσιν τῆς Ὁμοσπονδιακῆς Δημοκρατίας. ΒΕΛΙΓΡΑΔΙΟΝ, 22.—(Ἀσσ. Πρές.).— Ὁ Γιουγκοσλάβος ὑπουργὸς τῶν Ἐξωτερικῶν κ. Κότσα Πόποβιτς, ἐπιστρέψας ἐκ τῆς ἐπισκέψεώς του εἰς Ἀθήνας, ἐδήλωσεν ὅτι αἱ συνομιλίαι του μετὰ τῶν Ἑλλήνω xyxy=(24,1007,409,1170)
subhead: ΕΙΣ ΤΗΝ ΑΓΚΥΡΑΝ xyxy=(1311,513,1417,528)
headline-gold: ΕΥΡΕ ΧΡΥΣΟΝ ΕΝΩ ΗΝΟΙΓΕΝ ΟΠΗΝ ΔΙΑ ΝΑ ΤΟΠΟΘΕΤΗΣΗ ΠΙΝΑΚΙΔΑ xyxy=(420,465,630,514)
headline-macmillan-degaulle: Ο κ. ΜΑΚ ΜΙΛΛΑΝ ΠΡΟΣΕΚΑΛΕΣΕ ΤΟΝ κ. ΝΤΕ ΓΚΩΛ ΕΙΣ ΤΟ ΛΟΝΔΙΝΟΝ xyxy=(421,32,628,112)
continuation-label: ΣΥΝΕΧΕΙΑ xyxy=(686,1088,746,1103)
subheadline-agreements: ΑΙ ΥΠΟΓΡΑΦΕΙΣΑΙ ΣΥΜΦΩΝΙΑΙ, ΕΤΟΝΙΣΕ ΣΤΑΘΕΡΟΠΟΙΟΥΝ ΤΗΝ ΣΤΕΝΗΝ ΣΥΝΕΡΓΑΣΙΑΝ xyxy=(24,144,409,207)
headline-argentina-govt: ΠΑΡΗΤΗΘΗ ΤΗΝ ΝΥΚΤΑ ΚΑΤΟΠΙΝ ΤΕΛΕΣΙΓΡΑΦΟΥ ΤΩΝ ΕΝΟΠΛΩΝ ΔΥΝΑΜΕΩΝ Η ΚΥΒΕΡΝΗΣΙΣ ΤΗΣ ΑΡΓΕΝΤΙΝΗΣ xyxy=(667,1736,1141,1770)
lead-story-head xyxy=(639,29,1169,299)
headline-albert: ΕΔΟΘΗ ΤΥΠΙΚΩΣ Η ΑΔΕΙΑ ΔΙΑ ΤΟΥΣ ΓΑΜΟΥΣ ΤΟΥ ΠΡΙΓΚΗΠΟΣ ΑΛΒΕΡΤΟΥ xyxy=(431,1136,618,1184)
article-text: ΒΕΛΙΓΡΑΔΙΟΝ, 22.—(Ἀσσ. Πρές.).— Ὁ Γιουγκοσλάβος ὑπουργὸς τῶν Ἐξωτερικῶν κ. Κότσα Πόποβιτς, ἐπιστρέψας ἐκ τῆς ἐπισκέψεώς του εἰς Ἀθήνας, ἐδήλωσεν ὅτι αἱ συνομιλίαι του μετὰ τῶν Ἑλλήνων ἡγετῶν διεξήχθησαν ἐντὸς ἀτμοσφαίρας ἐγκαρδίου φιλίας καὶ ἀμοιβαίας κατανοήσεως. Αἱ ὑπογραφεῖσαι συμφωνίαι σταθεροποιοῦν τὴν στενὴν συνεργασίαν τῶν δύο χωρῶν καὶ ἀνοίγουν νέας προοπτικὰς εἰς τὸν οἰκονομικὸν καὶ πολιτιστικὸν τομέα. Ὁ κ. Πόποβιτς ἐτόνισεν ὅτι ἡ Γιουγκοσλαυία ἀποδίδει μεγάλην σημασίαν εἰς τὴν διατήρησιν τῆς εἰρήνης εἰς τὰ Βαλκάνια καὶ εἰς τὴν ἀνάπτυξιν τῶν σχέσεων καλῆς γειτονίας μετὰ ὅλων τῶν γειτόνων της. ΛΟΝΔΙΝΟΝ, 22.—(Ρώυτερ).— Ἐκ πηγῶν καλῶς πληροφορημένων ἀναφέρεται ὅτι ἡ κυβέρνησις παρακολο xyxy=(639,901,1169,963)
headline-kovacs: ΑΠΕΒΙΩΣΕΝ Ο ΜΠΕΛΑ ΚΟΒΑΚΣ xyxy=(444,1345,605,1379)
article-text: ΒΕΛΙΓΡΑΔΙΟΝ, 22.—(Ἀσσ. Πρές.).— Ὁ Γιουγκοσλάβος ὑπουργὸς τῶν Ἐξωτερικῶν κ. Κότσα Πόποβιτς, ἐπιστρέψας ἐκ τῆς ἐπισκέψεώς του εἰς Ἀθήνας, ἐδήλωσεν ὅτι αἱ συνομιλίαι του μετὰ τῶν Ἑλλήνων ἡγετῶν διεξήχθησαν ἐντὸς ἀτμοσφαίρας ἐγκαρδίου φιλίας καὶ ἀμοιβαίας κατανοήσεως. Αἱ ὑπογραφεῖσαι συμφωνίαι σταθεροπο xyxy=(1175,531,1552,572)
article-text: ΒΕΛΙΓΡΑΔΙΟΝ, 22.—(Ἀσσ. Πρές.).— Ὁ Γιουγκοσλάβος ὑπουργὸς τῶν Ἐξωτερικῶν κ. Κότσα Πόποβιτς, ἐπιστρέψας ἐκ τῆς ἐπισκέψεώς του εἰς Ἀθήνας, ἐδήλωσεν ὅτι αἱ συνομιλίαι του μετὰ τῶν Ἑλλήνων ἡγετῶν διεξήχθησαν ἐντὸς ἀτμοσφαίρας ἐγκαρδίου φιλίας καὶ ἀμοιβαίας κατανοήσεως. Αἱ ὑπογραφεῖσαι συμφωνίαι σταθεροπο xyxy=(419,516,631,578)
headline-mission: ΕΛΛΗΝΙΚΗ ΑΠΟΣΤΟΛΗ ΕΙΣ ΣΟΥΔΑΝ, ΛΙΒΑΝΟΝ ΚΑΙ ΣΑΟΥΔΑΡΑΒΙΑΝ xyxy=(430,1241,619,1289)
article-text: ΒΕΛΙΓΡΑΔΙΟΝ, 22.—(Ἀσσ. Πρές.).— Ὁ Γιουγκοσλάβος ὑπουργὸς τῶν Ἐξωτερικῶν κ. Κότσα Πόποβιτς, ἐπιστρέψας ἐκ τῆς ἐπισκέψεώς του εἰς Ἀθήνας, ἐδήλωσεν ὅτι αἱ συνομιλίαι του μετὰ τῶν Ἑλλήνων ἡγετῶν διεξήχθησαν ἐντὸς ἀτμοσφαίρας ἐγκαρδίου φιλίας καὶ ἀμοιβαίας κατανοήσεως. Αἱ ὑπογραφεῖσαι συμφωνίαι σταθεροποιοῦν τὴν στενὴν συνεργασίαν τῶν δύο χωρῶν καὶ ἀνοίγουν νέας προοπτικὰς εἰς τὸν οἰκονομικὸν καὶ πολιτιστικὸν τομέα. Ὁ κ. Πόποβιτς ἐτόνισεν ὅτι ἡ Γιουγκοσλαυία ἀποδίδει μεγάλην σημασίαν εἰς τὴν διατήρησιν τῆς εἰρήνης εἰς τὰ Βαλκάνια καὶ εἰς τὴν ἀνάπτυξιν τῶν σχέσεων καλῆς γειτονίας μετὰ ὅλων τῶν γειτόνων της. ΛΟΝΔΙΝΟΝ, 22.—(Ρώυτερ).— Ἐκ πηγῶν καλῶς πληροφορημένων ἀναφέρεται ὅτι ἡ κυβέρνησις παρακολουθεῖ μετὰ προσοχῆς τὰς ἐξελίξεις καὶ ὅτι αἱ συνομιλίαι θὰ συνεχισθοῦν κατὰ τὰς προσεχεῖς ἡμέρας. Ὁ πρωθυπουργὸς ἐδήλωσεν εἰς τοὺς δημοσιογράφους ὅτι ἡ θέσις τῆς κυβερνήσεως παραμένει ἀμετάβλητος καὶ ὅτι οὐδεμία ἀπόφασις ἐλήφθη εἰσέτι ἐπὶ τοῦ ζητήματος. ΒΟΝΝΗ, 22.—(Ἀσσ. Πρές.).— Κύκλοι τῆς κυβερνήσεως ἐδήλωσαν σήμερον ὅτι ἡ ἀνάδειξις τοῦ νέου προέδρου θὰ γίνῃ εἰς τὸ Δυτικὸν Βερολῖνον συμφώνως πρὸς τὴν ἀπόφασιν τῆς Βουλῆς καὶ ὅτι αἱ διαμαρτυρίαι τῆς Μόσχας δὲν θὰ μεταβάλουν τὴν θέσιν τῆς Ὁμοσπονδι xyxy=(639,562,1169,664)
left-column xyxy=(24,29,409,2314)
column-rule xyxy=(1171,29,1172,2314)
subhead: ΥΠΟ ΠΕΡΙΟΡΙΣΜΟΝ xyxy=(160,1301,272,1316)
article-text: ΒΕΛΙΓΡΑΔΙΟΝ, 22.—(Ἀσσ. Πρές.).— Ὁ Γιουγκοσλάβος ὑπουργὸς τῶν Ἐξωτερικῶν κ. Κότσα Πόποβιτς, ἐπιστρέψας ἐκ τῆς ἐπισκέψεώς του εἰς Ἀθήνας, ἐδήλωσεν ὅτι αἱ συνομιλίαι του μετὰ τῶν Ἑλλήνων ἡγετῶν διεξήχθησαν ἐντὸς ἀτμοσφαίρας ἐγκαρδίου φιλίας καὶ ἀμοιβαία xyxy=(419,1187,631,1238)
article-text: ΒΕΛΙΓΡΑΔΙΟΝ, 22.—(Ἀσσ. Πρές.).— Ὁ Γιουγκοσλάβος ὑπουργὸς τῶν Ἐξωτερικῶν κ. Κότσα Πόποβιτς, ἐπιστρέψας ἐκ τῆς ἐπισκέψεώς του εἰς Ἀθήνας, ἐδήλωσεν ὅτι αἱ συνομιλίαι του μετὰ τῶν Ἑλλήνων ἡγετῶν διεξήχθησαν ἐντὸς ἀτμοσφαίρας ἐγκαρδίου φιλίας καὶ ἀμοιβαίας κατανοήσεως. Αἱ ὑπογραφεῖσαι συμφωνίαι σταθεροποιοῦν τὴν στενὴν συνεργασίαν τῶν δύο χωρῶν καὶ ἀνοίγουν νέας προοπτικὰς εἰς τὸν οἰκονομικὸν καὶ πολιτιστικὸν τομέα. Ὁ κ. Πόποβιτς ἐτόνισεν ὅτι ἡ Γιουγκοσλαυία ἀποδίδει μεγάλην σημασίαν εἰς τὴν διατήρησιν τῆς εἰρήνης εἰς τὰ Βαλκάνια καὶ εἰς τὴν ἀνάπτυξιν τῶν σχέσεων καλῆς γειτονίας μετὰ ὅλων τῶν γειτόνων της. ΛΟΝΔΙΝΟΝ, 22.—(Ρώυτερ).— Ἐκ πηγῶν καλῶς πληροφορημένων ἀναφέρεται ὅτι ἡ κυβέρνησις παρακολουθεῖ μετὰ προσοχῆς τὰς ἐξελίξεις καὶ ὅτι αἱ συνομιλίαι θὰ συνεχισθοῦν κατὰ τὰς προσεχεῖς ἡμέρας. Ὁ πρωθυπουργὸς ἐδήλωσεν εἰς τοὺς δημοσιογράφους ὅτι ἡ θέσις τῆς κυβερνήσεως παραμένει ἀμετάβλητος καὶ ὅ xyxy=(1175,695,1552,796)
article-text: ΒΕΛΙΓΡΑΔΙΟΝ, 22.—(Ἀσσ. Πρές.).— Ὁ Γιουγκοσλάβος ὑπουργὸς τῶν Ἐξωτερικῶν κ. Κότσα Πόποβιτς, ἐπιστρέψας ἐκ τῆς ἐπισκέψεώς του εἰς Ἀθήνας, ἐδήλωσεν ὅτι αἱ συνομιλίαι του μετὰ τῶν Ἑλλήνων ἡγετῶν διεξήχθησαν ἐντὸς ἀτμοσφαίρας ἐγκαρδίου φιλίας καὶ ἀμοιβαίας κατανοήσεως. Αἱ ὑπογραφεῖσαι συμφωνίαι σταθεροποιοῦν τὴν στενὴν συνεργασίαν τῶν δύο χωρῶν καὶ ἀνοίγουν νέας προοπτικὰς εἰς τὸν οἰκονομικὸν καὶ πολιτιστικὸν τομέα. Ὁ κ. Πόποβιτς ἐτόνισεν ὅτι ἡ Γιουγκοσλαυία ἀποδίδει μεγάλην σημασίαν εἰς τὴν διατήρησιν τῆς εἰρήνης εἰς τὰ Βαλκάνια καὶ εἰς τὴν ἀνάπτυξιν τῶν σχέσεων καλῆς γειτονίας μετὰ ὅλων τῶν γειτόνων της. ΛΟΝΔΙΝΟΝ, 22.—(Ρώυτερ).— Ἐκ πηγῶν καλῶς πληροφορημένων ἀναφέρεται ὅτι ἡ κυβέρνησις παρακολουθεῖ μετὰ προσοχῆς τὰς ἐξελίξεις καὶ ὅτι αἱ συνομιλίαι θὰ συνεχισθοῦν κατὰ τὰς προσεχεῖς ἡμέρας. Ὁ πρωθυπουργὸς ἐδήλωσεν εἰς τοὺς δημοσιογράφους ὅτι ἡ θέσις τῆς κυβερνήσεως παραμένει ἀμετάβλητος καὶ ὅτι οὐδεμία ἀπόφασις ἐλήφθη εἰσέτι ἐπὶ τοῦ ζητήματος. ΒΟΝΝΗ, 22.—(Ἀσσ. Πρές.).— Κύκλοι τῆς κυβερνήσεως ἐδήλωσαν σήμερον ὅτι ἡ ἀνάδειξις τοῦ νέου προέδρου θὰ γίνῃ εἰς τὸ Δυτικὸν Βερολῖνον συμφώνως πρὸς xyxy=(1175,1230,1552,1362)
article-text: ΒΕΛΙΓΡΑΔΙΟΝ, 22.—(Ἀσσ. Πρές.).— Ὁ Γιουγκοσλάβος ὑπουργὸς τῶν Ἐξωτερικῶν κ. Κότσα Πόποβιτς, ἐπιστρέψας ἐκ τῆς ἐπισκέψεώς του εἰς Ἀθήνας, ἐδήλωσεν ὅτι αἱ συνομιλίαι του μετὰ τῶν Ἑλλήνων ἡγετῶν διεξήχθησαν ἐντὸς ἀτμοσφαίρας ἐγκαρδίου φιλίας καὶ ἀμοιβαίας κατανοήσεως. Αἱ ὑπογραφεῖσαι συμφωνίαι σταθεροποιοῦν τὴν στενὴν συνεργασίαν τῶν δύο χωρῶν καὶ ἀνοίγουν νέας προοπτικὰς εἰς τὸν οἰκονομικὸν καὶ πολιτιστικὸν τομέα. Ὁ κ. Πόποβιτς ἐτόνισεν ὅτι ἡ Γιουγκοσλαυία ἀποδίδει μεγάλην σημασίαν εἰς τὴν διατήρησιν τῆς εἰρήνης εἰς τὰ Βαλκάνια καὶ εἰς τὴν ἀνάπτυξιν τῶν σχέσεων καλῆς γειτονίας μετὰ ὅλων τῶν γειτόνων της. ΛΟΝΔΙΝΟΝ, 22.—(Ρώυτερ).— Ἐκ πηγῶν καλῶς πληροφορημένων ἀναφέρεται ὅτι ἡ κυβέρνησις παρακολουθεῖ μετὰ προσοχῆς τὰς ἐξελίξεις καὶ ὅτι αἱ συνομιλίαι θὰ συνεχισθοῦν κατὰ τὰς προσεχεῖς ἡμέρας. Ὁ πρωθυπουργὸς ἐδήλωσεν εἰς τοὺς δημοσιογράφους ὅτι ἡ θέσις τῆς κυβερνήσεως παραμένει ἀμετάβλητος καὶ ὅ xyxy=(24,518,409,620)
article-text: ΒΕΛΙΓΡΑΔΙΟΝ, 22.—(Ἀσσ. Πρές.).— Ὁ Γιουγκοσλάβος ὑπουργὸς τῶν Ἐξωτερικῶν κ. Κότσα Πόποβιτς, ἐπιστρέψας ἐκ τῆς ἐπισκέψεώς του εἰς Ἀθήνας, ἐδήλωσεν ὅτι αἱ συνομιλίαι του μετὰ τῶν Ἑλλήνων ἡγετῶν διεξήχθησαν ἐντὸς ἀτμοσφαίρας ἐγκαρδίου φιλίας καὶ ἀμοιβαίας κατανοήσεως. Αἱ ὑπογραφεῖσαι συμφωνίαι σταθεροποιοῦν τὴν στενὴν συνεργασίαν τῶν δύο χωρῶν καὶ ἀνοίγουν νέας προοπτικὰς εἰς τὸν οἰκονομικὸν καὶ πολιτιστικὸν τομέα. Ὁ κ. Πόποβιτς ἐτόνισεν ὅτι ἡ Γιουγκοσλαυία ἀποδίδει μεγάλην σημασίαν εἰς τὴν διατήρησ xyxy=(1175,1534,1552,1596)
headline-uk-elections: ΤΟΝ ΟΚΤΩΒΡΙΟΝ ΜΑΛΛΟΝ ΘΑ ΔΙΕΝΕΡΓΗΘΟΥΝ ΑΙ ΒΟΥΛΕΥΤΙΚΑΙ ΕΚΛΟΓΑΙ ΕΙΣ ΜΕΓ. ΒΡΕΤΑΝΝΙΑΝ xyxy=(1185,1375,1543,1407)
article-text: ΒΕΛΙΓΡΑΔΙΟΝ, 22.—(Ἀσσ. Πρές.).— Ὁ Γιουγκοσλάβος ὑπουργὸς τῶν Ἐξωτερικῶν κ. Κότσα Πόποβιτς, ἐπιστρέψας ἐκ τῆς ἐπισκέψεώς του εἰς Ἀθήνας, ἐδήλωσεν ὅτι αἱ συνομιλίαι του μετὰ τῶν Ἑλλήνων ἡγετῶν διεξήχθησαν ἐντὸς ἀτμοσφαίρας ἐγκαρδίου φιλίας καὶ ἀμοιβαίας κατανοήσεως. Αἱ ὑπογραφεῖσαι συμφωνίαι σταθεροποιοῦν τὴν στενὴν συνεργασίαν τῶν δύο χωρῶν καὶ ἀνοίγουν νέας προοπτικὰς εἰς τὸν οἰκονομικὸν καὶ πολιτιστικὸν τομέα. Ὁ κ. Πόποβιτς ἐτόνισεν ὅτι ἡ Γιουγκοσλαυία ἀποδίδει μεγάλην σημασίαν εἰς τὴν διατήρησιν τῆς εἰρήνης εἰς τὰ Βαλκάνια καὶ εἰς τὴν ἀνάπτυξιν τῶν σχέσεων καλῆς γειτονίας μετὰ ὅλων τῶν γειτόνων της. ΛΟΝΔΙΝΟΝ, 22.—(Ρώυτερ).— Ἐκ πηγῶν καλῶς πληροφορημένων ἀναφέρεται ὅτι ἡ κυβέρνησις παρακολουθεῖ μετὰ προσοχῆς τὰς ἐξελίξεις καὶ ὅτι αἱ συνομιλίαι θὰ συνεχισθοῦν κατὰ τὰς προσεχεῖς ἡμέρας. Ὁ πρωθυπουργὸς ἐδήλωσεν εἰς τοὺς δημοσιογράφους ὅτι ἡ θέσις τῆς κυβερνήσεως παραμένει ἀμετάβλητος καὶ ὅτι οὐδεμία ἀπόφασις ἐλήφθη εἰσέτι ἐπὶ τοῦ ζητήματος. ΒΟΝΝΗ, 22.—(Ἀσσ. Πρές.).— Κύκλοι τῆς κυβερνήσεως ἐδήλωσαν σήμερον ὅτι ἡ ἀνάδειξις τοῦ νέου προέδρου θὰ γίνῃ εἰς τὸ Δυτικὸν Βερολῖνον συμφώνως πρὸς τὴν ἀπόφασιν τῆς Βουλῆς καὶ ὅτι αἱ διαμαρτυρίαι τῆς Μόσχας δὲν θὰ μεταβάλουν τὴν θέσιν τῆς Ὁμοσπονδιακῆς Δημοκρατίας. ΒΕΛΙΓΡΑΔΙΟΝ, 22.—(Ἀσσ. Πρές.).— Ὁ Γιουγκοσλάβος ὑπουργὸς τῶν Ἐξωτερικῶν κ. Κότσα Πόποβιτς, ἐπιστρέψας ἐκ τῆς ἐπισκέψεώς του εἰς Ἀθήνας, ἐδήλωσεν ὅτι αἱ συνομιλίαι του μετὰ τῶν Ἑλλήνων ἡγετῶν διεξήχθησαν ἐντὸς ἀτμοσφαίρας ἐγκαρδίου φιλίας καὶ ἀμοιβαίας κατανοήσεως. Αἱ ὑπογραφεῖσαι συμφωνίαι σταθεροποιοῦν τὴν στενὴν συνεργασίαν τῶν δύο χωρῶν καὶ ἀνοίγουν νέας προοπτικὰς εἰς τὸν οἰκονομικὸν καὶ πολιτιστικὸν τομέα. Ὁ κ. Πόποβιτς ἐτόνισεν ὅτι ἡ Γιουγκοσλαυία ἀποδίδει μεγάλην σημασίαν εἰς τὴν διατήρησιν τῆς εἰρήνης εἰς τὰ Βαλκάνια καὶ εἰς τὴν ἀνάπτυξιν τῶν σχέσεων καλῆς γειτονίας μ xyxy=(639,1261,1169,1413)
article-text: ΒΕΛΙΓΡΑΔΙΟΝ, 22.—(Ἀσσ. Πρές.).— Ὁ Γιουγκοσλάβος ὑπουργὸς τῶν Ἐξωτερικῶν κ. Κότσα Πόποβιτς, ἐπιστρέψας ἐκ τῆς ἐπισκέψεώς του εἰς Ἀθήνας, ἐδήλωσεν ὅτι αἱ συνομιλίαι του μετὰ τῶν Ἑλλήνων ἡγετῶν διεξήχθησ xyxy=(419,1461,631,1502)
subhead: ΔΗΛΩΣΕΙΣ ΤΟΥ κ.ΦΟΝ ΜΠΡΕΝΤΑΝΟ xyxy=(801,864,1007,879)
headline-aeroplane: ΑΕΡΟΠΛΑΝΟΝ ΜΕ ΑΛΕΞΙΠΤΩΤΑΝ ΔΙΑ ΤΑ ΕΛΑΣΤΙΚΑ ΤΩΝ ΤΡΟΧΩΝ ΠΡΟΣΓΕΙΩΣΙΝ ΑΣΦΑΛΕΙΑΣ xyxy=(430,685,619,749)
article-text: ΒΕΛΙΓΡΑΔΙΟΝ, 22.—(Ἀσσ. Πρές.).— Ὁ Γιουγκοσλάβος ὑπουργὸς τῶν Ἐξωτερικῶν κ. Κότσα Πόποβιτς, ἐπιστρέψας ἐκ τῆς ἐπισκέψεώς του εἰς Ἀθήνας, ἐδήλωσεν ὅτι αἱ συνομιλίαι του μετὰ τῶν Ἑλλήνων ἡγετῶν διεξήχθησαν ἐντὸς ἀτμοσφαίρας ἐγκαρδίου φιλίας καὶ ἀμοιβαία xyxy=(419,873,631,924)
article-text: ΒΕΛΙΓΡΑΔΙΟΝ, 22.—(Ἀσσ. Πρές.).— Ὁ Γιουγκοσλάβος ὑπουργὸς τῶν Ἐξωτερικῶν κ. Κότσα Πόποβιτς, ἐπιστρέψας ἐκ τῆς ἐπισκέψεώς του εἰς Ἀθήνας, ἐδήλωσεν ὅτι αἱ συνομιλίαι του μετὰ τῶν Ἑλλήνων ἡγετῶν διεξήχθησαν ἐντὸς ἀτμοσφαίρας ἐγκαρδίου φιλίας καὶ ἀμοιβαίας κατανοήσεως. Αἱ ὑπογραφεῖσαι συμφωνίαι σταθεροποιοῦν τὴν στενὴν συνεργασίαν τῶν δύο χωρῶν καὶ ἀνοίγουν νέας προοπτικὰς εἰς τὸν οἰκονομικὸν καὶ πολιτιστικὸν τομέα. Ὁ κ. Πόποβιτς ἐτόνισεν ὅτι ἡ Γιουγκοσλαυία ἀποδίδει μεγάλην σημασίαν εἰς τὴν διατήρησιν τῆς εἰρήνης εἰς τὰ Βαλκάνια καὶ εἰς τὴν ἀνάπτυξιν τῶν σχέσεων καλῆς γειτονίας μετὰ ὅλων τῶν γειτόνων της. ΛΟΝΔΙΝΟΝ, 22.—(Ρώυτερ).— Ἐκ πηγῶν καλῶς πληροφορημένων ἀναφέρεται ὅτι ἡ κυβέρνησις παρακολουθεῖ μετὰ προσοχῆς τὰς ἐξελίξεις καὶ ὅτι αἱ συνομιλίαι θὰ συνεχισθοῦν κατὰ τὰς προσεχεῖς ἡμέρας. Ὁ πρωθυπουργὸς ἐδήλωσεν εἰς τοὺς δημοσιογράφους ὅτι ἡ θέσις τῆς κυβερνήσεως παραμένει ἀμετάβλητος καὶ ὅ xyxy=(639,1773,1169,1843)
continuation-marker xyxy=(639,1083,1169,1107)
headline-stuttgart: 37 ΕΙΝΑΙ ΟΙ ΝΕΚΡΟΙ ΚΑΙ 33 ΟΙ ΤΡΑΥΜΑΤΙΑΙ ΤΟΥ ΔΥΣΤΥΧΗΜΑΤΟΣ ΤΗΣ ΣΤΟΥΤΓΑΡΔΗΣ xyxy=(659,1584,1149,1617)
subhead: ΑΝΑΞΙΟΣ ΤΟΥ κ. ΓΚΡΟΜΙΚΟ xyxy=(824,824,983,839)
article-text: ΒΕΛΙΓΡΑΔΙΟΝ, 22.—(Ἀσσ. Πρές.).— Ὁ Γιουγκοσλάβος ὑπουργὸς τῶν Ἐξωτερικῶν κ. Κότσα Πόποβιτς, ἐπιστρέψας ἐκ τῆς ἐπισκέψεώς του εἰς Ἀθήνας, ἐδήλωσεν ὅτι αἱ συνομιλίαι του μετὰ τῶν Ἑλλήνων ἡγετῶν διεξήχθησαν ἐντὸς ἀτμοσφαίρας ἐγκαρδίου φιλίας καὶ ἀμοιβαίας κατανοήσεως. Αἱ ὑπογραφεῖσαι συμφωνίαι σταθεροποιοῦν τὴν στενὴν συνεργασίαν τῶν δύο χωρῶν καὶ ἀνοίγουν νέας προοπτικὰς εἰς τὸν οἰκονομικὸν καὶ πολιτιστικὸν τομέα. Ὁ κ. Πόποβιτς ἐτόνισεν ὅτι ἡ Γιουγκοσλαυία ἀποδίδει μεγάλην σημασίαν εἰς τὴν διατήρησιν τῆς εἰρήνης εἰς τὰ Βαλκάνια καὶ εἰς τὴν ἀνάπτυξιν τῶν σχέσεων καλῆς γειτονίας μετὰ ὅλων τῶν γειτόνων της. ΛΟΝΔΙΝΟΝ, 22.—(Ρώυτερ).— Ἐκ πηγῶν καλῶς πληροφορημένων ἀναφέρεται ὅτι ἡ κυβέρνησις παρακολουθεῖ μετὰ προσοχῆς τὰς ἐξελίξεις καὶ ὅτι αἱ συνομιλίαι θὰ συνεχισθοῦν κατὰ τὰς προσεχεῖς ἡμέρας. Ὁ π xyxy=(1175,416,1552,508)
column-rule xyxy=(635,29,636,2314)
article-text: ΒΕΛΙΓΡΑΔΙΟΝ, 22.—(Ἀσσ. Πρές.).— Ὁ Γιουγκοσλάβος ὑπουργὸς τῶν Ἐξωτερικῶν κ. Κότσα Πόποβιτς, ἐπιστρέψας ἐκ τῆς ἐπισκέψεώς του εἰς Ἀθήνας, ἐδήλωσεν ὅτι αἱ συνομιλίαι του μετὰ τῶν Ἑλλήνων ἡγετῶν διεξήχθησαν ἐντὸς ἀτμοσφαίρας ἐγκαρδίου φιλίας καὶ ἀμοιβαίας κατανοήσεως. Αἱ ὑπογραφεῖσαι συμφωνίαι σταθεροποιοῦν τὴν στενὴν συνεργασίαν τῶν δύο χωρῶν καὶ ἀνοίγουν νέας προοπτικὰς εἰς τὸν οἰκονομικὸν καὶ πολιτιστικὸν τομέα. Ὁ κ. Πόποβιτς ἐτόνισεν ὅτι ἡ Γιουγκοσλαυία ἀποδίδει μεγάλην σημασίαν εἰς τὴν διατήρησιν τῆς εἰρήνης εἰς τὰ Βαλκάνια καὶ εἰς τὴν ἀνάπτυξιν τῶν σχέσεων καλῆς γειτονίας μετὰ ὅλων τῶν γειτόνων της. ΛΟΝΔΙΝΟΝ, 22.—(Ρώυτερ).— Ἐκ πηγῶν καλῶς πληροφορημένων ἀναφέρεται ὅτι ἡ κυβέρνησις παρακολουθεῖ μετὰ προσοχῆς τὰς ἐξελίξεις καὶ ὅτι αἱ συνομιλίαι θὰ συνεχισθοῦν κατὰ τὰς προσεχεῖς ἡμέρας. Ὁ πρωθυπουργὸς ἐδήλωσεν εἰς τοὺς δημοσιογράφους ὅτι ἡ θέσις τῆς κυβερνήσεως παραμένει ἀμετάβλητος καὶ ὅτι οὐδεμία ἀπόφασις ἐλήφθη εἰσέτι ἐπὶ τοῦ ζητήματος. ΒΟΝΝΗ, 22.—(Ἀσσ. Πρές.).— Κύκλοι τῆς κυβερνήσεω xyxy=(24,771,409,883)
headline-disk: Ο «ΙΠΤΑΜΕΝΟΣ ΔΙΣΚΟΣ» ΣΥΝΕΧΙΖΕΙ ΤΑΣ ΔΟΚΙΜΑΣ xyxy=(434,1425,615,1458)
right-column xyxy=(1175,29,1552,2314)
subhead: ΟΥΔΕΜΙΑ ΠΑΡΑΧΩΡΗΣΙΣ xyxy=(833,1223,975,1238)
article-text: ΒΕΛΙΓΡΑΔΙΟΝ, 22.—(Ἀσσ. Πρές.).— Ὁ Γιουγκοσλάβος ὑπουργὸς τῶν Ἐξωτερικῶν κ. Κότσα Πόποβιτς, ἐπιστρέψας ἐκ τῆς ἐπισκέψεώς του εἰς Ἀθήνας, ἐδήλωσεν ὅτι αἱ συνομιλίαι του μετὰ τῶν Ἑλλήνων ἡγετῶν διεξήχθησ xyxy=(419,1382,631,1423)
headline-jordan: ΕΙΔΙΚΟΝ ΔΙΚΑΣΤΗΡΙΟΝ ΕΙΣ ΤΗΝ ΙΟΡΔΑΝΙΑΝ ΚΑΤΑ ΤΩΝ ΣΥΝΩΜΟΤΩΝ xyxy=(658,1619,1150,1637)
headline-labour: Η ΔΙΑΚΗΡΥΞΙΣ ΕΡΓΑΤΙΚΗΣ ΗΡΧΙΣΕΝ ΝΑ ΔΕΧΩΝ ΑΝΤΙΠΡΟΣΩΠΕΙΑΝ ΤΗΣ ΟΥΓΓΑΡΙΑΣ xyxy=(431,806,618,870)
subhead: ΣΥΝΩΜΟΣΙΑ ΤΟΥ Κ.Κ. xyxy=(153,1175,279,1190)
subhead: ΣΩΝ ΣΚΑΙΙ xyxy=(873,1204,934,1219)
column-rule xyxy=(413,29,414,1562)
article-text: ΒΕΛΙΓΡΑΔΙΟΝ, 22.—(Ἀσσ. Πρές.).— Ὁ Γιουγκοσλάβος ὑπουργὸς τῶν Ἐξωτερικῶν κ. Κότσα Πόποβιτς, ἐπιστρέψας ἐκ τῆς ἐπισκέψεώς του εἰς Ἀθήνας, ἐδήλωσεν ὅτι α xyxy=(419,1540,631,1571)
headline-argentina-league: ΒΑΘΜΟΛΟΓΙΚΗ ΚΑΤΑΣΤΑΣΙΣ ΤΩΝ ΟΜΑΔΩΝ ΕΙΣ ΤΟ ΠΡΩΤΑΘΛΗΜΑ ΤΗΣ ΑΡΓΕΝΤΙΝΗΣ xyxy=(675,1693,1133,1734)
article-text: ΒΕΛΙΓΡΑΔΙΟΝ, 22.—(Ἀσσ. Πρές.).— Ὁ Γιουγκοσλάβος ὑπουργὸς τῶν Ἐξωτερικῶν κ. Κότσα Πόποβιτς, ἐπιστρέψας ἐκ τῆς ἐπισκέψεώς του εἰς Ἀθήνας, ἐδήλωσεν ὅτι αἱ συνομιλίαι του μετὰ τῶν Ἑλλήνων ἡγετῶν διεξήχθησαν ἐντὸς ἀτμοσφαίρας ἐγκαρδίου φιλίας καὶ ἀμοιβαίας κατανοήσεως. Αἱ ὑπογραφεῖσαι συμφωνίαι σταθεροποιοῦν τὴν στενὴν συνεργασίαν τῶν δύο χωρῶν καὶ ἀνοίγουν νέας προοπτικὰς εἰς τὸν οἰκονομικὸν καὶ πολιτιστικὸν τομέα. Ὁ κ. Πόποβιτς ἐτόνισεν ὅτι ἡ Γιουγκοσλαυία ἀποδίδει μεγάλην σημασίαν εἰς τὴν διατήρησιν τῆς εἰρήνης εἰς τὰ Βαλκάνια καὶ εἰς τὴν ἀνάπτυξιν τῶν σχέσεων καλῆς γειτονίας μετὰ ὅλων τῶν γειτόνων της. ΛΟΝΔΙΝΟΝ, 22.—(Ρώυτερ).— Ἐκ πηγῶν καλῶς πληροφορημένων ἀναφέρεται ὅτι ἡ κυβέρνησις παρακολο xyxy=(24,1665,409,1747)
headline-adenauer: ΔΡΙΜΕΙΑ ΕΠΙΘΕΣΙΣ ΚΑΤΑ ΤΟΥ Δ^ρος ΑΝΤΕΝΑΟΥΕΡ xyxy=(671,226,1137,290)
headline-somalia: Ο κ. ΛΗ ΜΕΣΟΛΑΒΕΙ ΜΕΤΑΞΥ ΙΤΑΛΙΑΣ ΚΑΙ ΑΙΘΙΟΠΙΑΣ ΕΙΣ ΤΟΝ ΚΑΘΟΡΙΣΜΟΝ ΤΩΝ ΣΥΝΟΡΩΝ ΤΗΣ ΣΟΜΑΛΙΑΣ xyxy=(1175,1144,1552,1192)
headline-philippines: ΣΟΒΑΡΑ ΕΠΕΙΣΟΔΙΑ ΕΙΣ ΦΙΛΙΠΠΙΝΑΣ ΕΝΑΝΤΙΟΝ ΤΩΝ ΚΙΝΕΖΩΝ xyxy=(27,1500,406,1532)
article-text: ΒΕΛΙΓΡΑΔΙΟΝ, 22.—(Ἀσσ. Πρές.).— Ὁ Γιουγκοσλάβος ὑπουργὸς τῶν Ἐξωτερικῶν κ. Κότσα Πόποβιτς, ἐπιστρέψας ἐκ τῆς ἐπισκέψεώς του εἰς Ἀθήνας, ἐδήλωσεν ὅτι αἱ συνομιλίαι του μετὰ τῶν Ἑλλήνων ἡγετῶν διεξήχθησαν ἐντὸς ἀτμοσφαίρας ἐγκαρδίου φιλίας καὶ ἀμοιβαίας κατανοήσεως. Αἱ ὑπογραφεῖσαι συμφωνίαι σταθεροποιοῦν τὴν στενὴν συνεργασίαν τῶν δύο χωρῶν καὶ ἀνοίγουν νέας προοπτικὰς εἰς τὸν οἰκονομικὸν καὶ πολιτιστικὸν τομέα. Ὁ κ. Πόποβιτς ἐτόνισεν ὅτι ἡ Γιουγκοσλαυία ἀποδίδει μεγάλην σημασίαν εἰς τὴν διατήρησιν τῆς εἰρήνης εἰς τὰ Βαλκάνια καὶ εἰς τὴν ἀνάπτυξιν τῶν σχέσεων καλῆς γειτονίας μετὰ ὅλων τῶν γειτό xyxy=(639,1640,1169,1691)
headline-constitution: Η ΣΥΝΤΑΓΜΑΤΙΚΗ ΕΠΙΤΡΟΠΗ ΘΑ ΚΑΤΑΡΤΙΣΗ ΤΟ ΣΥΝΤΑΓΜΑ ΤΗΣ ΚΥΠΡΟΥ xyxy=(421,1031,629,1079)
article-text: ΒΕΛΙΓΡΑΔΙΟΝ, 22.—(Ἀσσ. Πρές.).— Ὁ Γιουγκοσλάβος ὑπουργὸς τῶν Ἐξωτερικῶν κ. Κότσα Πόποβιτς, ἐπιστρέψας ἐκ τῆς ἐπισκέψεώς του εἰς Ἀθήνας, ἐδήλωσεν ὅτι αἱ συνομιλίαι του μετὰ τῶν Ἑλλήνων ἡγετῶν διεξήχθησαν ἐντὸς ἀτμοσφαίρας ἐγκαρδίου φιλίας καὶ ἀμοιβαίας κατανοήσεως. Αἱ ὑπογραφεῖσαι συμφωνίαι σταθεροποιοῦν τὴν στενὴν συνεργασίαν τῶν δύο χωρῶν καὶ ἀνοίγουν νέας προοπτικὰς εἰς τὸν οἰκονομικὸν καὶ πολιτιστικὸν τομέα. Ὁ κ. Πόποβιτς ἐτόνισεν ὅτι ἡ Γιουγκοσλαυία ἀποδίδει μεγάλην σημασίαν εἰς τὴν διατήρησιν τῆς εἰρήνης εἰς τὰ Βαλκάνια καὶ εἰς τὴν ἀνάπτυξιν τῶν σχέσεων καλῆς γειτονίας μετὰ ὅλων τῶν γειτόνων της. ΛΟΝΔΙΝΟΝ, 22.—(Ρώυτερ).— Ἐκ πηγῶν καλῶς πληροφορημένων ἀναφέρεται ὅτι ἡ κυβέρνησις παρακολουθεῖ μετὰ προσοχῆς τὰς ἐξελίξεις καὶ ὅτι αἱ συνομιλίαι θὰ συνεχισθοῦν κατὰ τὰς προσεχεῖς ἡμέρας. Ὁ πρωθυπουργὸς ἐδήλωσεν εἰς τοὺς δημοσιογράφους ὅτι ἡ θέσις τῆς κυβερνήσεως παραμένει ἀμετάβλητος καὶ ὅτι οὐδεμία ἀπόφασις ἐλήφθη εἰσέτι ἐπὶ τοῦ ζητήματος. ΒΟΝΝΗ, 22.—(Ἀσσ. Πρές.).— Κύκλοι τῆς κυβερνήσεως ἐδήλωσαν σήμερον ὅτι ἡ ἀνάδειξις τοῦ νέου προέδρου θὰ γίνῃ εἰς τὸ Δυτικὸν Βερολῖνον συμφώνως πρὸς τὴν ἀπόφασιν τῆς Βουλῆς καὶ ὅτι αἱ διαμαρτυρίαι τῆς Μόσχας δὲν θὰ μεταβάλουν τὴν θέσιν τῆς Ὁμοσπονδι xyxy=(1175,235,1552,377)
article-text: ΒΕΛΙΓΡΑΔΙΟΝ, 22.—(Ἀσσ. Πρές.).— Ὁ Γιουγκοσλάβος ὑπουργὸς τῶν Ἐξωτερικῶν κ. Κότσα Πόποβιτς, ἐπιστρέψας ἐκ τῆς ἐπισκέψεώς του εἰς Ἀθήνας, ἐδήλωσεν ὅτι αἱ συνομιλίαι του μετὰ τῶν Ἑλλήνων ἡγετῶν διεξήχθησαν ἐντὸς ἀτμοσφαίρας ἐγκαρδίου φιλίας καὶ ἀμοιβαίας κατανοήσεως. Αἱ ὑπογραφεῖσαι συμφωνίαι σταθεροποιοῦν τὴν στενὴν συνεργασίαν τῶν δύο χωρῶν καὶ ἀνοί xyxy=(419,391,631,463)
article-text: ΒΕΛΙΓΡΑΔΙΟΝ, 22.—(Ἀσσ. Πρές.).— Ὁ Γιουγκοσλάβος ὑπουργὸς τῶν Ἐξωτερικῶν κ. Κότσα Πόποβιτς, ἐπιστρέψας ἐκ τῆς ἐπισκέψεώς του εἰς Ἀθήνας, ἐδήλωσεν ὅτι αἱ συνομιλίαι του μετὰ τῶν Ἑλλήνων ἡγετῶν διεξήχθησαν ἐντὸς ἀτμοσφαίρας ἐγκαρδίου φιλίας καὶ ἀμοιβαίας κατανοήσεως. Αἱ ὑπογραφεῖσαι συμφωνίαι σταθεροποιοῦν τὴν στενὴν συνεργασίαν τῶν δύο χωρῶν καὶ ἀνοίγουν νέας προοπτικὰς εἰς τὸν οἰκονομικὸν καὶ πολιτ xyxy=(419,240,631,322)
headline-pins: ΚΑΤΕΠΙΕΝ 180 ΚΑΡΦΙΔΕΣ ΚΑΙ ΜΕΡΙΚΑ ΚΟΧΛΙΑΡΙΑ ΚΑΦΕ xyxy=(432,580,617,629)
headline-local-news: ΜΙΚΡΑ ΕΓΧΩΡΙΑ ΝΕΑ xyxy=(450,1573,599,1591)
subhead: ΕΝ ΑΤΜΟΣΦΑΙΡΑ ΗΡΕΜΙΑΣ xyxy=(827,805,981,820)
